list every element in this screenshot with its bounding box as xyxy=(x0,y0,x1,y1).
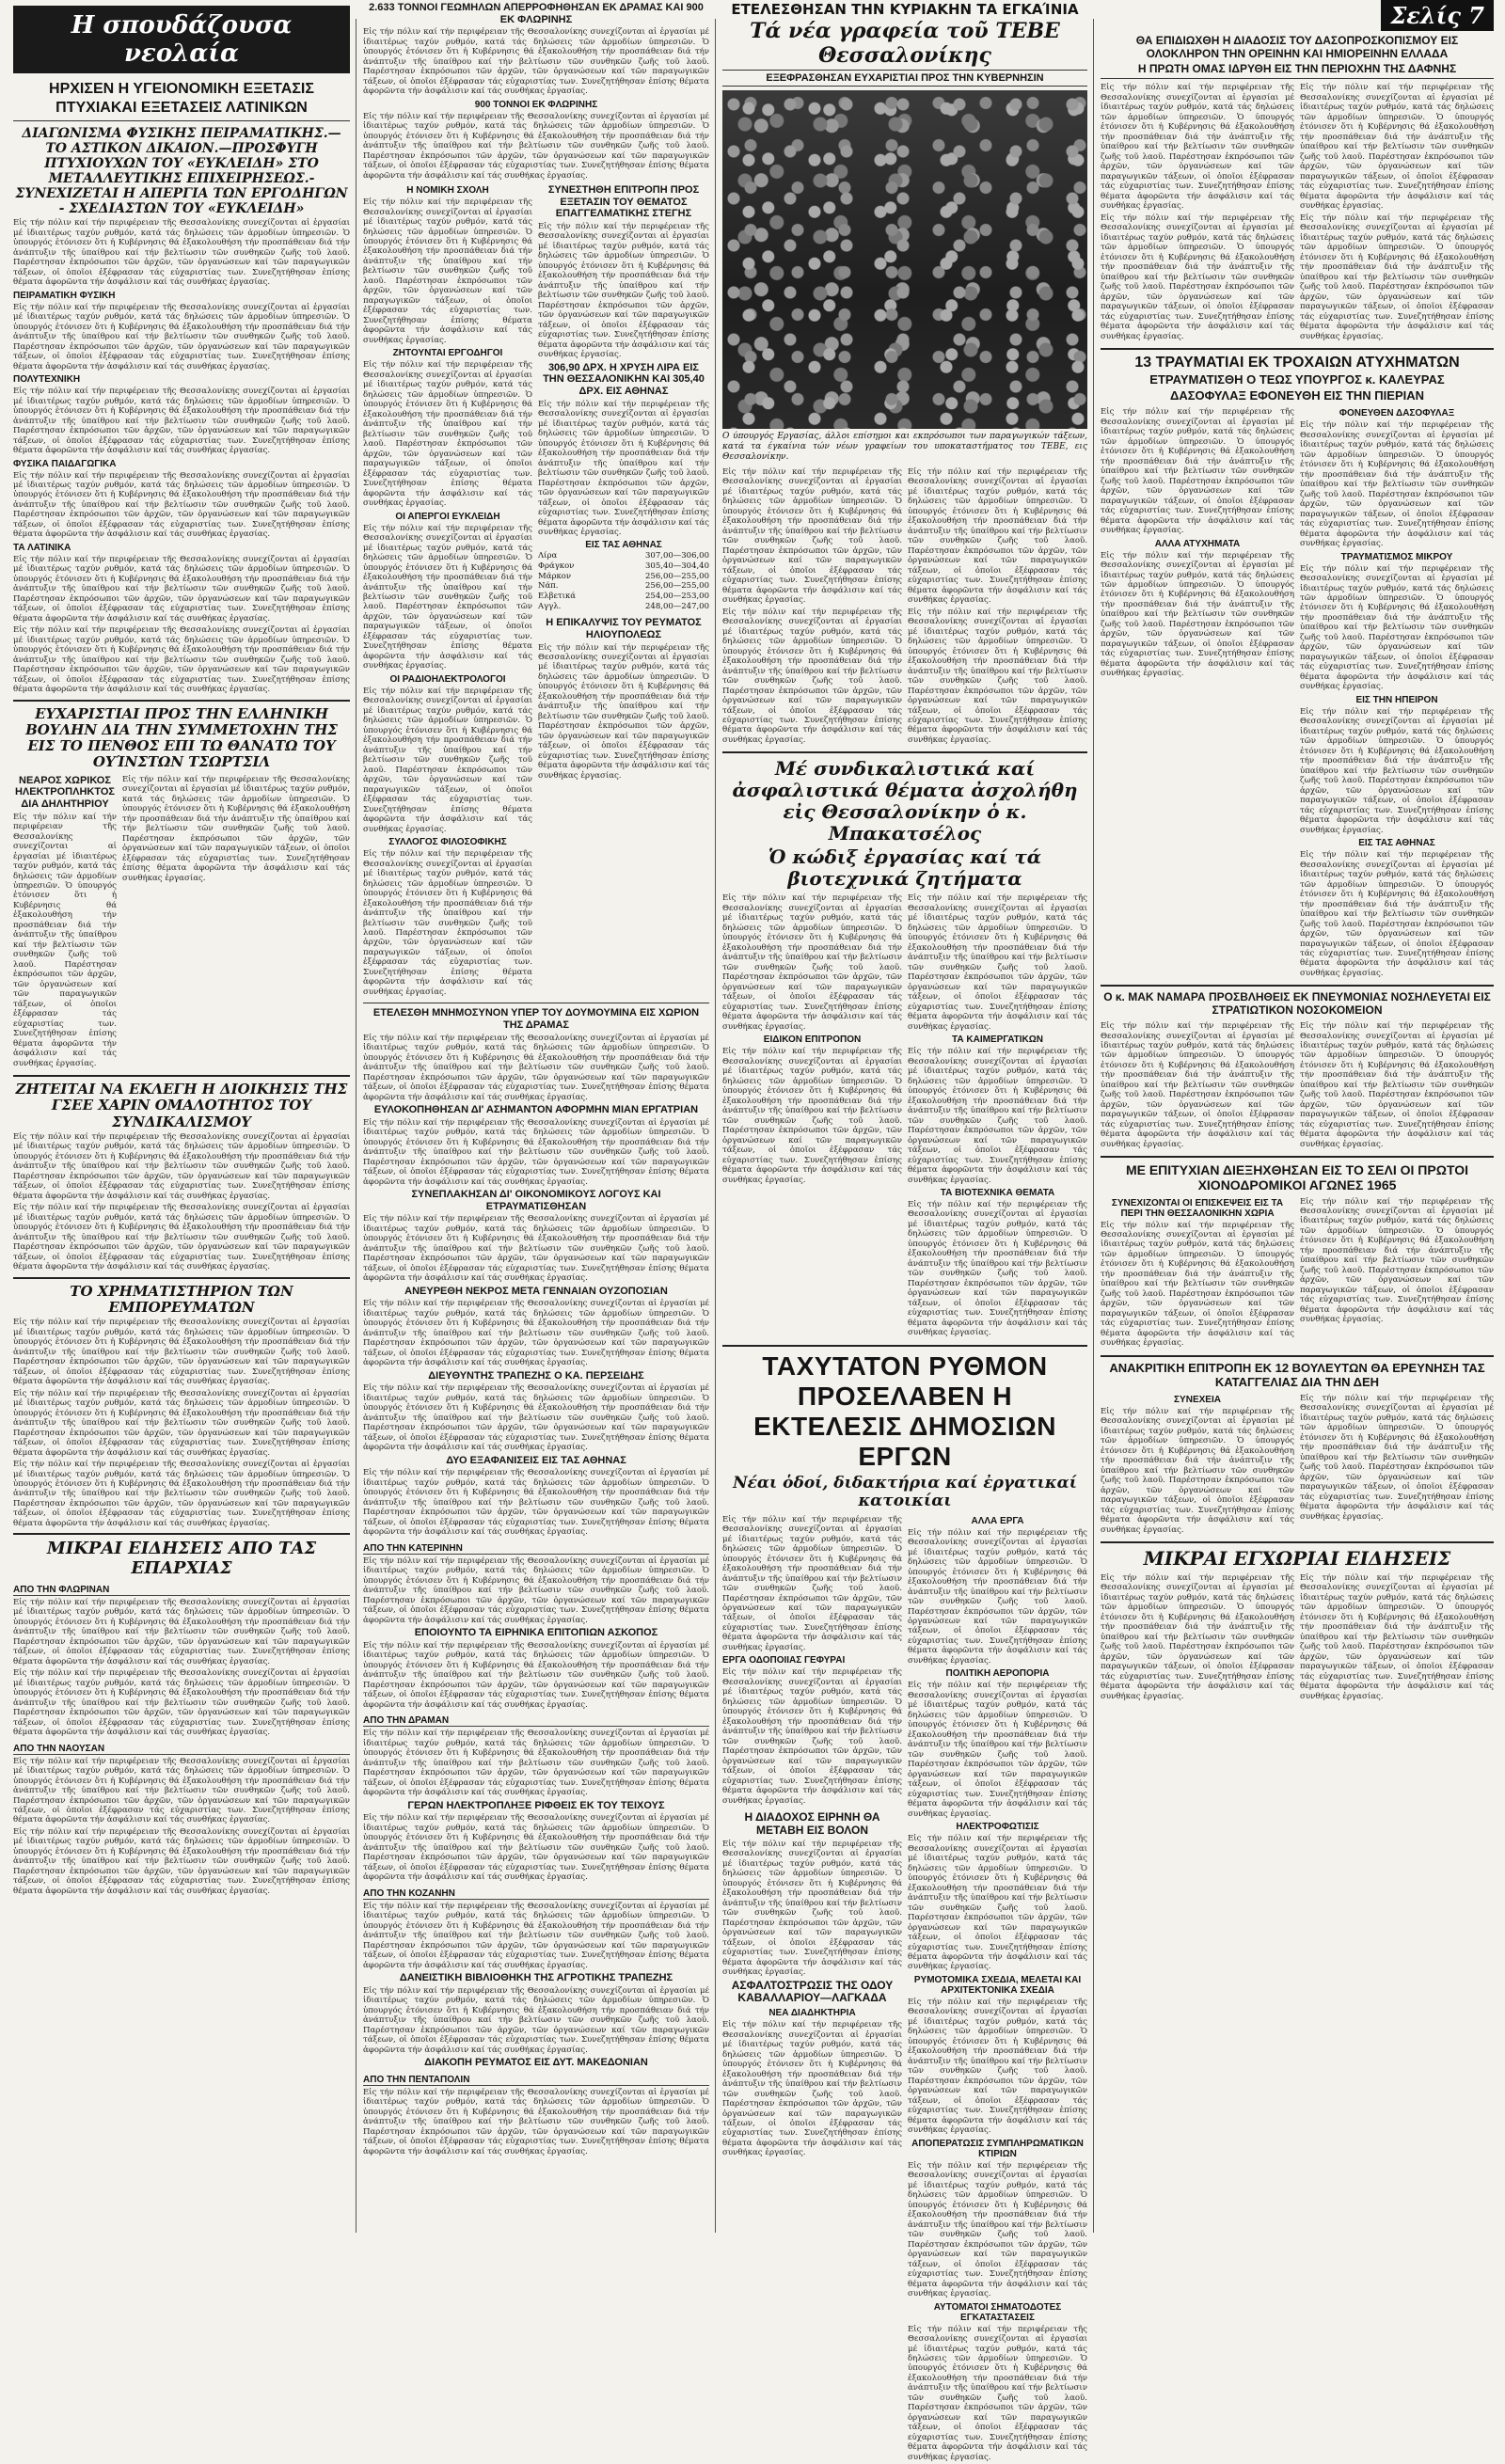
kicker: ΑΛΛΑ ΑΤΥΧΗΜΑΤΑ xyxy=(1154,538,1241,549)
article-text: Εἰς τήν πόλιν καί τήν περιφέρειαν τῆς Θεσσαλονίκης συνεχίζονται αἱ ἐργασίαι μέ ἰδιαιτέρως ταχύν ρυθμόν, κατά τάς δηλώσεις τῶν ἁρμοδίων ὑπηρεσιῶν. Ὁ ὑπουργός ἐτόνισεν ὅτι ἡ Κυβέρνησις θά ἐξακολουθήση τήν προσπάθειαν διά τήν ἀνάπτυξιν τῆς ὑπαίθρου καί τήν βελτίωσιν τῶν συνθηκῶν ζωῆς τοῦ λαοῦ. Παρέστησαν ἐκπρόσωποι τῶν ἀρχῶν, τῶν ὀργανώσεων καί τῶν παραγωγικῶν τάξεων, οἱ ὁποῖοι ἐξέφρασαν τάς εὐχαριστίας των. Συνεζητήθησαν ἐπίσης θέματα ἀφορῶντα τήν ἀσφάλισιν καί τάς συνθήκας ἐργασίας. xyxy=(908,1834,1087,1972)
article-text: Εἰς τήν πόλιν καί τήν περιφέρειαν τῆς Θεσσαλονίκης συνεχίζονται αἱ ἐργασίαι μέ ἰδιαιτέρως ταχύν ρυθμόν, κατά τάς δηλώσεις τῶν ἁρμοδίων ὑπηρεσιῶν. Ὁ ὑπουργός ἐτόνισεν ὅτι ἡ Κυβέρνησις θά ἐξακολουθήση τήν προσπάθειαν διά τήν ἀνάπτυξιν τῆς ὑπαίθρου καί τήν βελτίωσιν τῶν συνθηκῶν ζωῆς τοῦ λαοῦ. Παρέστησαν ἐκπρόσωποι τῶν ἀρχῶν, τῶν ὀργανώσεων καί τῶν παραγωγικῶν τάξεων, οἱ ὁποῖοι ἐξέφρασαν τάς εὐχαριστίας των. Συνεζητήθησαν ἐπίσης θέματα ἀφορῶντα τήν ἀσφάλισιν καί τάς συνθήκας ἐργασίας. xyxy=(363,1117,709,1187)
article-text: Εἰς τήν πόλιν καί τήν περιφέρειαν τῆς Θεσσαλονίκης συνεχίζονται αἱ ἐργασίαι μέ ἰδιαιτέρως ταχύν ρυθμόν, κατά τάς δηλώσεις τῶν ἁρμοδίων ὑπηρεσιῶν. Ὁ ὑπουργός ἐτόνισεν ὅτι ἡ Κυβέρνησις θά ἐξακολουθήση τήν προσπάθειαν διά τήν ἀνάπτυξιν τῆς ὑπαίθρου καί τήν βελτίωσιν τῶν συνθηκῶν ζωῆς τοῦ λαοῦ. Παρέστησαν ἐκπρόσωποι τῶν ἀρχῶν, τῶν ὀργανώσεων καί τῶν παραγωγικῶν τάξεων, οἱ ὁποῖοι ἐξέφρασαν τάς εὐχαριστίας των. Συνεζητήθησαν ἐπίσης θέματα ἀφορῶντα τήν ἀσφάλισιν καί τάς συνθήκας ἐργασίας. xyxy=(1101,213,1294,341)
headline: ΕΤΡΑΥΜΑΤΙΣΘΗ Ο ΤΕΩΣ ΥΠΟΥΡΓΟΣ κ. ΚΑΛΕΥΡΑΣ xyxy=(1149,372,1445,387)
headline: ΔΙΑΚΟΠΗ ΡΕΥΜΑΤΟΣ ΕΙΣ ΔΥΤ. ΜΑΚΕΔΟΝΙΑΝ xyxy=(424,2057,648,2069)
headline: ΘΑ ΕΠΙΔΙΩΧΘΗ Η ΔΙΑΔΟΣΙΣ ΤΟΥ ΔΑΣΟΠΡΟΣΚΟΠΙΣΜΟΥ ΕΙΣ ΟΛΟΚΛΗΡΟΝ ΤΗΝ ΟΡΕΙΝΗΝ ΚΑΙ ΗΜΙΟΡΕΙΝΗΝ ΕΛΛΑΔΑ xyxy=(1135,34,1459,60)
article-text: Εἰς τήν πόλιν καί τήν περιφέρειαν τῆς Θεσσαλονίκης συνεχίζονται αἱ ἐργασίαι μέ ἰδιαιτέρως ταχύν ρυθμόν, κατά τάς δηλώσεις τῶν ἁρμοδίων ὑπηρεσιῶν. Ὁ ὑπουργός ἐτόνισεν ὅτι ἡ Κυβέρνησις θά ἐξακολουθήση τήν προσπάθειαν διά τήν ἀνάπτυξιν τῆς ὑπαίθρου καί τήν βελτίωσιν τῶν συνθηκῶν ζωῆς τοῦ λαοῦ. Παρέστησαν ἐκπρόσωποι τῶν ἀρχῶν, τῶν ὀργανώσεων καί τῶν παραγωγικῶν τάξεων, οἱ ὁποῖοι ἐξέφρασαν τάς εὐχαριστίας των. Συνεζητήθησαν ἐπίσης θέματα ἀφορῶντα τήν ἀσφάλισιν καί τάς συνθήκας ἐργασίας. xyxy=(13,218,350,288)
kicker: ΡΥΜΟΤΟΜΙΚΑ ΣΧΕΔΙΑ, ΜΕΛΕΤΑΙ ΚΑΙ ΑΡΧΙΤΕΚΤΟΝΙΚΑ ΣΧΕΔΙΑ xyxy=(913,1974,1082,1996)
headline: ΓΕΡΩΝ ΗΛΕΚΤΡΟΠΛΗΞΕ ΡΙΦΘΕΙΣ ΕΚ ΤΟΥ ΤΕΙΧΟΥΣ xyxy=(407,1799,665,1811)
article-text: Εἰς τήν πόλιν καί τήν περιφέρειαν τῆς Θεσσαλονίκης συνεχίζονται αἱ ἐργασίαι μέ ἰδιαιτέρως ταχύν ρυθμόν, κατά τάς δηλώσεις τῶν ἁρμοδίων ὑπηρεσιῶν. Ὁ ὑπουργός ἐτόνισεν ὅτι ἡ Κυβέρνησις θά ἐξακολουθήση τήν προσπάθειαν διά τήν ἀνάπτυξιν τῆς ὑπαίθρου καί τήν βελτίωσιν τῶν συνθηκῶν ζωῆς τοῦ λαοῦ. Παρέστησαν ἐκπρόσωποι τῶν ἀρχῶν, τῶν ὀργανώσεων καί τῶν παραγωγικῶν τάξεων, οἱ ὁποῖοι ἐξέφρασαν τάς εὐχαριστίας των. Συνεζητήθησαν ἐπίσης θέματα ἀφορῶντα τήν ἀσφάλισιν καί τάς συνθήκας ἐργασίας. xyxy=(363,1299,709,1368)
headline: 2.633 ΤΟΝΝΟΙ ΓΕΩΜΗΛΩΝ ΑΠΕΡΡΟΦΗΘΗΣΑΝ ΕΚ ΔΡΑΜΑΣ ΚΑΙ 900 ΕΚ ΦΛΩΡΙΝΗΣ xyxy=(369,2,704,25)
exchange-rates-table xyxy=(538,551,709,611)
article-text: Εἰς τήν πόλιν καί τήν περιφέρειαν τῆς Θεσσαλονίκης συνεχίζονται αἱ ἐργασίαι μέ ἰδιαιτέρως ταχύν ρυθμόν, κατά τάς δηλώσεις τῶν ἁρμοδίων ὑπηρεσιῶν. Ὁ ὑπουργός ἐτόνισεν ὅτι ἡ Κυβέρνησις θά ἐξακολουθήση τήν προσπάθειαν διά τήν ἀνάπτυξιν τῆς ὑπαίθρου καί τήν βελτίωσιν τῶν συνθηκῶν ζωῆς τοῦ λαοῦ. Παρέστησαν ἐκπρόσωποι τῶν ἀρχῶν, τῶν ὀργανώσεων καί τῶν παραγωγικῶν τάξεων, οἱ ὁποῖοι ἐξέφρασαν τάς εὐχαριστίας των. Συνεζητήθησαν ἐπίσης θέματα ἀφορῶντα τήν ἀσφάλισιν καί τάς συνθήκας ἐργασίας. xyxy=(1101,1572,1294,1701)
kicker: ΟΙ ΡΑΔΙΟΗΛΕΚΤΡΟΛΟΓΟΙ xyxy=(389,673,506,685)
article-text: Εἰς τήν πόλιν καί τήν περιφέρειαν τῆς Θεσσαλονίκης συνεχίζονται αἱ ἐργασίαι μέ ἰδιαιτέρως ταχύν ρυθμόν, κατά τάς δηλώσεις τῶν ἁρμοδίων ὑπηρεσιῶν. Ὁ ὑπουργός ἐτόνισεν ὅτι ἡ Κυβέρνησις θά ἐξακολουθήση τήν προσπάθειαν διά τήν ἀνάπτυξιν τῆς ὑπαίθρου καί τήν βελτίωσιν τῶν συνθηκῶν ζωῆς τοῦ λαοῦ. Παρέστησαν ἐκπρόσωποι τῶν ἀρχῶν, τῶν ὀργανώσεων καί τῶν παραγωγικῶν τάξεων, οἱ ὁποῖοι ἐξέφρασαν τάς εὐχαριστίας των. Συνεζητήθησαν ἐπίσης θέματα ἀφορῶντα τήν ἀσφάλισιν καί τάς συνθήκας ἐργασίας. xyxy=(908,1200,1087,1338)
article-text: Εἰς τήν πόλιν καί τήν περιφέρειαν τῆς Θεσσαλονίκης συνεχίζονται αἱ ἐργασίαι μέ ἰδιαιτέρως ταχύν ρυθμόν, κατά τάς δηλώσεις τῶν ἁρμοδίων ὑπηρεσιῶν. Ὁ ὑπουργός ἐτόνισεν ὅτι ἡ Κυβέρνησις θά ἐξακολουθήση τήν προσπάθειαν διά τήν ἀνάπτυξιν τῆς ὑπαίθρου καί τήν βελτίωσιν τῶν συνθηκῶν ζωῆς τοῦ λαοῦ. Παρέστησαν ἐκπρόσωποι τῶν ἀρχῶν, τῶν ὀργανώσεων καί τῶν παραγωγικῶν τάξεων, οἱ ὁποῖοι ἐξέφρασαν τάς εὐχαριστίας των. Συνεζητήθησαν ἐπίσης θέματα ἀφορῶντα τήν ἀσφάλισιν καί τάς συνθήκας ἐργασίας. xyxy=(13,812,117,1068)
kicker: ΗΛΕΚΤΡΟΦΩΤΙΣΙΣ xyxy=(956,1822,1039,1833)
article-text: Εἰς τήν πόλιν καί τήν περιφέρειαν τῆς Θεσσαλονίκης συνεχίζονται αἱ ἐργασίαι μέ ἰδιαιτέρως ταχύν ρυθμόν, κατά τάς δηλώσεις τῶν ἁρμοδίων ὑπηρεσιῶν. Ὁ ὑπουργός ἐτόνισεν ὅτι ἡ Κυβέρνησις θά ἐξακολουθήση τήν προσπάθειαν διά τήν ἀνάπτυξιν τῆς ὑπαίθρου καί τήν βελτίωσιν τῶν συνθηκῶν ζωῆς τοῦ λαοῦ. Παρέστησαν ἐκπρόσωποι τῶν ἀρχῶν, τῶν ὀργανώσεων καί τῶν παραγωγικῶν τάξεων, οἱ ὁποῖοι ἐξέφρασαν τάς εὐχαριστίας των. Συνεζητήθησαν ἐπίσης θέματα ἀφορῶντα τήν ἀσφάλισιν καί τάς συνθήκας ἐργασίας. xyxy=(363,686,532,834)
headline: ΕΥΛΟΚΟΠΗΘΗΣΑΝ ΔΙ' ΑΣΗΜΑΝΤΟΝ ΑΦΟΡΜΗΝ ΜΙΑΝ ΕΡΓΑΤΡΙΑΝ xyxy=(373,1104,699,1116)
kicker: ΑΥΤΟΜΑΤΟΙ ΣΗΜΑΤΟΔΟΤΕΣ ΕΓΚΑΤΑΣΤΑΣΕΙΣ xyxy=(933,2301,1062,2323)
article-text: Εἰς τήν πόλιν καί τήν περιφέρειαν τῆς Θεσσαλονίκης συνεχίζονται αἱ ἐργασίαι μέ ἰδιαιτέρως ταχύν ρυθμόν, κατά τάς δηλώσεις τῶν ἁρμοδίων ὑπηρεσιῶν. Ὁ ὑπουργός ἐτόνισεν ὅτι ἡ Κυβέρνησις θά ἐξακολουθήση τήν προσπάθειαν διά τήν ἀνάπτυξιν τῆς ὑπαίθρου καί τήν βελτίωσιν τῶν συνθηκῶν ζωῆς τοῦ λαοῦ. Παρέστησαν ἐκπρόσωποι τῶν ἀρχῶν, τῶν ὀργανώσεων καί τῶν παραγωγικῶν τάξεων, οἱ ὁποῖοι ἐξέφρασαν τάς εὐχαριστίας των. Συνεζητήθησαν ἐπίσης θέματα ἀφορῶντα τήν ἀσφάλισιν καί τάς συνθήκας ἐργασίας. xyxy=(363,1813,709,1883)
article-text: Εἰς τήν πόλιν καί τήν περιφέρειαν τῆς Θεσσαλονίκης συνεχίζονται αἱ ἐργασίαι μέ ἰδιαιτέρως ταχύν ρυθμόν, κατά τάς δηλώσεις τῶν ἁρμοδίων ὑπηρεσιῶν. Ὁ ὑπουργός ἐτόνισεν ὅτι ἡ Κυβέρνησις θά ἐξακολουθήση τήν προσπάθειαν διά τήν ἀνάπτυξιν τῆς ὑπαίθρου καί τήν βελτίωσιν τῶν συνθηκῶν ζωῆς τοῦ λαοῦ. Παρέστησαν ἐκπρόσωποι τῶν ἀρχῶν, τῶν ὀργανώσεων καί τῶν παραγωγικῶν τάξεων, οἱ ὁποῖοι ἐξέφρασαν τάς εὐχαριστίας των. Συνεζητήθησαν ἐπίσης θέματα ἀφορῶντα τήν ἀσφάλισιν καί τάς συνθήκας ἐργασίας. xyxy=(1101,1021,1294,1149)
headline: ΕΥΧΑΡΙΣΤΙΑΙ ΠΡΟΣ ΤΗΝ ΕΛΛΗΝΙΚΗ ΒΟΥΛΗΝ ΔΙΑ ΤΗΝ ΣΥΜΜΕΤΟΧΗΝ ΤΗΣ ΕΙΣ ΤΟ ΠΕΝΘΟΣ ΕΠΙ ΤΩ ΘΑΝΑΤΩ ΤΟΥ ΟΥΊΝΣΤΩΝ ΤΣΩΡΤΣΙΛ xyxy=(25,704,338,771)
photo-caption: Ο ύπουργός Εργασίας, άλλοι επίσημοι και εκπρόσωποι των παραγωγικών τάξεων, κατά τα έγκαίνια τών νέων γραφείων του υποκαταστήματος του ΤΕΒΕ, εις Θεσσαλονίκην. xyxy=(722,432,1087,463)
rate-value: 256,00—255,00 xyxy=(645,571,709,581)
headline: Μέ συνδικαλιστικά καί ἀσφαλιστικά θέματα ἀσχολήθη εἰς Θεσσαλονίκην ὁ κ. Μπακατσέλος xyxy=(732,757,1078,845)
article-text: Εἰς τήν πόλιν καί τήν περιφέρειαν τῆς Θεσσαλονίκης συνεχίζονται αἱ ἐργασίαι μέ ἰδιαιτέρως ταχύν ρυθμόν, κατά τάς δηλώσεις τῶν ἁρμοδίων ὑπηρεσιῶν. Ὁ ὑπουργός ἐτόνισεν ὅτι ἡ Κυβέρνησις θά ἐξακολουθήση τήν προσπάθειαν διά τήν ἀνάπτυξιν τῆς ὑπαίθρου καί τήν βελτίωσιν τῶν συνθηκῶν ζωῆς τοῦ λαοῦ. Παρέστησαν ἐκπρόσωποι τῶν ἀρχῶν, τῶν ὀργανώσεων καί τῶν παραγωγικῶν τάξεων, οἱ ὁποῖοι ἐξέφρασαν τάς εὐχαριστίας των. Συνεζητήθησαν ἐπίσης θέματα ἀφορῶντα τήν ἀσφάλισιν καί τάς συνθήκας ἐργασίας. xyxy=(908,1997,1087,2136)
article-text: Εἰς τήν πόλιν καί τήν περιφέρειαν τῆς Θεσσαλονίκης συνεχίζονται αἱ ἐργασίαι μέ ἰδιαιτέρως ταχύν ρυθμόν, κατά τάς δηλώσεις τῶν ἁρμοδίων ὑπηρεσιῶν. Ὁ ὑπουργός ἐτόνισεν ὅτι ἡ Κυβέρνησις θά ἐξακολουθήση τήν προσπάθειαν διά τήν ἀνάπτυξιν τῆς ὑπαίθρου καί τήν βελτίωσιν τῶν συνθηκῶν ζωῆς τοῦ λαοῦ. Παρέστησαν ἐκπρόσωποι τῶν ἀρχῶν, τῶν ὀργανώσεων καί τῶν παραγωγικῶν τάξεων, οἱ ὁποῖοι ἐξέφρασαν τάς εὐχαριστίας των. Συνεζητήθησαν ἐπίσης θέματα ἀφορῶντα τήν ἀσφάλισιν καί τάς συνθήκας ἐργασίας. xyxy=(722,1667,902,1806)
article-text: Εἰς τήν πόλιν καί τήν περιφέρειαν τῆς Θεσσαλονίκης συνεχίζονται αἱ ἐργασίαι μέ ἰδιαιτέρως ταχύν ρυθμόν, κατά τάς δηλώσεις τῶν ἁρμοδίων ὑπηρεσιῶν. Ὁ ὑπουργός ἐτόνισεν ὅτι ἡ Κυβέρνησις θά ἐξακολουθήση τήν προσπάθειαν διά τήν ἀνάπτυξιν τῆς ὑπαίθρου καί τήν βελτίωσιν τῶν συνθηκῶν ζωῆς τοῦ λαοῦ. Παρέστησαν ἐκπρόσωποι τῶν ἀρχῶν, τῶν ὀργανώσεων καί τῶν παραγωγικῶν τάξεων, οἱ ὁποῖοι ἐξέφρασαν τάς εὐχαριστίας των. Συνεζητήθησαν ἐπίσης θέματα ἀφορῶντα τήν ἀσφάλισιν καί τάς συνθήκας ἐργασίας. xyxy=(722,607,902,745)
article-text: Εἰς τήν πόλιν καί τήν περιφέρειαν τῆς Θεσσαλονίκης συνεχίζονται αἱ ἐργασίαι μέ ἰδιαιτέρως ταχύν ρυθμόν, κατά τάς δηλώσεις τῶν ἁρμοδίων ὑπηρεσιῶν. Ὁ ὑπουργός ἐτόνισεν ὅτι ἡ Κυβέρνησις θά ἐξακολουθήση τήν προσπάθειαν διά τήν ἀνάπτυξιν τῆς ὑπαίθρου καί τήν βελτίωσιν τῶν συνθηκῶν ζωῆς τοῦ λαοῦ. Παρέστησαν ἐκπρόσωποι τῶν ἀρχῶν, τῶν ὀργανώσεων καί τῶν παραγωγικῶν τάξεων, οἱ ὁποῖοι ἐξέφρασαν τάς εὐχαριστίας των. Συνεζητήθησαν ἐπίσης θέματα ἀφορῶντα τήν ἀσφάλισιν καί τάς συνθήκας ἐργασίας. xyxy=(363,1468,709,1538)
article-text: Εἰς τήν πόλιν καί τήν περιφέρειαν τῆς Θεσσαλονίκης συνεχίζονται αἱ ἐργασίαι μέ ἰδιαιτέρως ταχύν ρυθμόν, κατά τάς δηλώσεις τῶν ἁρμοδίων ὑπηρεσιῶν. Ὁ ὑπουργός ἐτόνισεν ὅτι ἡ Κυβέρνησις θά ἐξακολουθήση τήν προσπάθειαν διά τήν ἀνάπτυξιν τῆς ὑπαίθρου καί τήν βελτίωσιν τῶν συνθηκῶν ζωῆς τοῦ λαοῦ. Παρέστησαν ἐκπρόσωποι τῶν ἀρχῶν, τῶν ὀργανώσεων καί τῶν παραγωγικῶν τάξεων, οἱ ὁποῖοι ἐξέφρασαν τάς εὐχαριστίας των. Συνεζητήθησαν ἐπίσης θέματα ἀφορῶντα τήν ἀσφάλισιν καί τάς συνθήκας ἐργασίας. xyxy=(1101,83,1294,212)
kicker: ΟΙ ΑΠΕΡΓΟΙ ΕΥΚΛΕΙΔΗ xyxy=(395,511,500,522)
subheadline: Νέαι ὁδοί, διδακτήρια καί ἐργατικαί κατοικίαι xyxy=(733,1473,1077,1511)
headline: ΣΥΝΕΣΤΗΘΗ ΕΠΙΤΡΟΠΗ ΠΡΟΣ ΕΞΕΤΑΣΙΝ ΤΟΥ ΘΕΜΑΤΟΣ ΕΠΑΓΓΕΛΜΑΤΙΚΗΣ ΣΤΕΓΗΣ xyxy=(547,184,700,220)
article-text: Εἰς τήν πόλιν καί τήν περιφέρειαν τῆς Θεσσαλονίκης συνεχίζονται αἱ ἐργασίαι μέ ἰδιαιτέρως ταχύν ρυθμόν, κατά τάς δηλώσεις τῶν ἁρμοδίων ὑπηρεσιῶν. Ὁ ὑπουργός ἐτόνισεν ὅτι ἡ Κυβέρνησις θά ἐξακολουθήση τήν προσπάθειαν διά τήν ἀνάπτυξιν τῆς ὑπαίθρου καί τήν βελτίωσιν τῶν συνθηκῶν ζωῆς τοῦ λαοῦ. Παρέστησαν ἐκπρόσωποι τῶν ἀρχῶν, τῶν ὀργανώσεων καί τῶν παραγωγικῶν τάξεων, οἱ ὁποῖοι ἐξέφρασαν τάς εὐχαριστίας των. Συνεζητήθησαν ἐπίσης θέματα ἀφορῶντα τήν ἀσφάλισιν καί τάς συνθήκας ἐργασίας. xyxy=(13,1388,350,1458)
article-text: Εἰς τήν πόλιν καί τήν περιφέρειαν τῆς Θεσσαλονίκης συνεχίζονται αἱ ἐργασίαι μέ ἰδιαιτέρως ταχύν ρυθμόν, κατά τάς δηλώσεις τῶν ἁρμοδίων ὑπηρεσιῶν. Ὁ ὑπουργός ἐτόνισεν ὅτι ἡ Κυβέρνησις θά ἐξακολουθήση τήν προσπάθειαν διά τήν ἀνάπτυξιν τῆς ὑπαίθρου καί τήν βελτίωσιν τῶν συνθηκῶν ζωῆς τοῦ λαοῦ. Παρέστησαν ἐκπρόσωποι τῶν ἀρχῶν, τῶν ὀργανώσεων καί τῶν παραγωγικῶν τάξεων, οἱ ὁποῖοι ἐξέφρασαν τάς εὐχαριστίας των. Συνεζητήθησαν ἐπίσης θέματα ἀφορῶντα τήν ἀσφάλισιν καί τάς συνθήκας ἐργασίας. xyxy=(1300,213,1494,341)
kicker: Η ΝΟΜΙΚΗ ΣΧΟΛΗ xyxy=(406,185,489,197)
headline: ΤΟ ΧΡΗΜΑΤΙΣΤΗΡΙΟΝ ΤΩΝ ΕΜΠΟΡΕΥΜΑΤΩΝ xyxy=(70,1282,293,1316)
article-text: Εἰς τήν πόλιν καί τήν περιφέρειαν τῆς Θεσσαλονίκης συνεχίζονται αἱ ἐργασίαι μέ ἰδιαιτέρως ταχύν ρυθμόν, κατά τάς δηλώσεις τῶν ἁρμοδίων ὑπηρεσιῶν. Ὁ ὑπουργός ἐτόνισεν ὅτι ἡ Κυβέρνησις θά ἐξακολουθήση τήν προσπάθειαν διά τήν ἀνάπτυξιν τῆς ὑπαίθρου καί τήν βελτίωσιν τῶν συνθηκῶν ζωῆς τοῦ λαοῦ. Παρέστησαν ἐκπρόσωποι τῶν ἀρχῶν, τῶν ὀργανώσεων καί τῶν παραγωγικῶν τάξεων, οἱ ὁποῖοι ἐξέφρασαν τάς εὐχαριστίας των. Συνεζητήθησαν ἐπίσης θέματα ἀφορῶντα τήν ἀσφάλισιν καί τάς συνθήκας ἐργασίας. xyxy=(363,111,709,181)
article-text: Εἰς τήν πόλιν καί τήν περιφέρειαν τῆς Θεσσαλονίκης συνεχίζονται αἱ ἐργασίαι μέ ἰδιαιτέρως ταχύν ρυθμόν, κατά τάς δηλώσεις τῶν ἁρμοδίων ὑπηρεσιῶν. Ὁ ὑπουργός ἐτόνισεν ὅτι ἡ Κυβέρνησις θά ἐξακολουθήση τήν προσπάθειαν διά τήν ἀνάπτυξιν τῆς ὑπαίθρου καί τήν βελτίωσιν τῶν συνθηκῶν ζωῆς τοῦ λαοῦ. Παρέστησαν ἐκπρόσωποι τῶν ἀρχῶν, τῶν ὀργανώσεων καί τῶν παραγωγικῶν τάξεων, οἱ ὁποῖοι ἐξέφρασαν τάς εὐχαριστίας των. Συνεζητήθησαν ἐπίσης θέματα ἀφορῶντα τήν ἀσφάλισιν καί τάς συνθήκας ἐργασίας. xyxy=(722,893,902,1032)
section-subhead: ΑΠΟ ΤΗΝ ΝΑΟΥΣΑΝ xyxy=(13,1744,350,1755)
rate-row xyxy=(538,561,709,572)
article-text: Εἰς τήν πόλιν καί τήν περιφέρειαν τῆς Θεσσαλονίκης συνεχίζονται αἱ ἐργασίαι μέ ἰδιαιτέρως ταχύν ρυθμόν, κατά τάς δηλώσεις τῶν ἁρμοδίων ὑπηρεσιῶν. Ὁ ὑπουργός ἐτόνισεν ὅτι ἡ Κυβέρνησις θά ἐξακολουθήση τήν προσπάθειαν διά τήν ἀνάπτυξιν τῆς ὑπαίθρου καί τήν βελτίωσιν τῶν συνθηκῶν ζωῆς τοῦ λαοῦ. Παρέστησαν ἐκπρόσωποι τῶν ἀρχῶν, τῶν ὀργανώσεων καί τῶν παραγωγικῶν τάξεων, οἱ ὁποῖοι ἐξέφρασαν τάς εὐχαριστίας των. Συνεζητήθησαν ἐπίσης θέματα ἀφορῶντα τήν ἀσφάλισιν καί τάς συνθήκας ἐργασίας. xyxy=(1300,706,1494,835)
subheadline: ΕΞΕΦΡΑΣΘΗΣΑΝ ΕΥΧΑΡΙΣΤΙΑΙ ΠΡΟΣ ΤΗΝ ΚΥΒΕΡΝΗΣΙΝ xyxy=(722,70,1087,87)
article-text: Εἰς τήν πόλιν καί τήν περιφέρειαν τῆς Θεσσαλονίκης συνεχίζονται αἱ ἐργασίαι μέ ἰδιαιτέρως ταχύν ρυθμόν, κατά τάς δηλώσεις τῶν ἁρμοδίων ὑπηρεσιῶν. Ὁ ὑπουργός ἐτόνισεν ὅτι ἡ Κυβέρνησις θά ἐξακολουθήση τήν προσπάθειαν διά τήν ἀνάπτυξιν τῆς ὑπαίθρου καί τήν βελτίωσιν τῶν συνθηκῶν ζωῆς τοῦ λαοῦ. Παρέστησαν ἐκπρόσωποι τῶν ἀρχῶν, τῶν ὀργανώσεων καί τῶν παραγωγικῶν τάξεων, οἱ ὁποῖοι ἐξέφρασαν τάς εὐχαριστίας των. Συνεζητήθησαν ἐπίσης θέματα ἀφορῶντα τήν ἀσφάλισιν καί τάς συνθήκας ἐργασίας. xyxy=(363,1556,709,1625)
article-text: Εἰς τήν πόλιν καί τήν περιφέρειαν τῆς Θεσσαλονίκης συνεχίζονται αἱ ἐργασίαι μέ ἰδιαιτέρως ταχύν ρυθμόν, κατά τάς δηλώσεις τῶν ἁρμοδίων ὑπηρεσιῶν. Ὁ ὑπουργός ἐτόνισεν ὅτι ἡ Κυβέρνησις θά ἐξακολουθήση τήν προσπάθειαν διά τήν ἀνάπτυξιν τῆς ὑπαίθρου καί τήν βελτίωσιν τῶν συνθηκῶν ζωῆς τοῦ λαοῦ. Παρέστησαν ἐκπρόσωποι τῶν ἀρχῶν, τῶν ὀργανώσεων καί τῶν παραγωγικῶν τάξεων, οἱ ὁποῖοι ἐξέφρασαν τάς εὐχαριστίας των. Συνεζητήθησαν ἐπίσης θέματα ἀφορῶντα τήν ἀσφάλισιν καί τάς συνθήκας ἐργασίας. xyxy=(1101,1406,1294,1535)
headline: 13 ΤΡΑΥΜΑΤΙΑΙ ΕΚ ΤΡΟΧΑΙΩΝ ΑΤΥΧΗΜΑΤΩΝ xyxy=(1134,354,1460,371)
headline: ΔΥΟ ΕΞΑΦΑΝΙΣΕΙΣ ΕΙΣ ΤΑΣ ΑΘΗΝΑΣ xyxy=(446,1454,626,1466)
column-2 xyxy=(363,0,709,2238)
article-text: Εἰς τήν πόλιν καί τήν περιφέρειαν τῆς Θεσσαλονίκης συνεχίζονται αἱ ἐργασίαι μέ ἰδιαιτέρως ταχύν ρυθμόν, κατά τάς δηλώσεις τῶν ἁρμοδίων ὑπηρεσιῶν. Ὁ ὑπουργός ἐτόνισεν ὅτι ἡ Κυβέρνησις θά ἐξακολουθήση τήν προσπάθειαν διά τήν ἀνάπτυξιν τῆς ὑπαίθρου καί τήν βελτίωσιν τῶν συνθηκῶν ζωῆς τοῦ λαοῦ. Παρέστησαν ἐκπρόσωποι τῶν ἀρχῶν, τῶν ὀργανώσεων καί τῶν παραγωγικῶν τάξεων, οἱ ὁποῖοι ἐξέφρασαν τάς εὐχαριστίας των. Συνεζητήθησαν ἐπίσης θέματα ἀφορῶντα τήν ἀσφάλισιν καί τάς συνθήκας ἐργασίας. xyxy=(538,642,709,781)
headline: 306,90 ΔΡΧ. Η ΧΡΥΣΗ ΛΙΡΑ ΕΙΣ ΤΗΝ ΘΕΣΣΑΛΟΝΙΚΗΝ ΚΑΙ 305,40 ΔΡΧ. ΕΙΣ ΑΘΗΝΑΣ xyxy=(543,361,705,398)
article-text: Εἰς τήν πόλιν καί τήν περιφέρειαν τῆς Θεσσαλονίκης συνεχίζονται αἱ ἐργασίαι μέ ἰδιαιτέρως ταχύν ρυθμόν, κατά τάς δηλώσεις τῶν ἁρμοδίων ὑπηρεσιῶν. Ὁ ὑπουργός ἐτόνισεν ὅτι ἡ Κυβέρνησις θά ἐξακολουθήση τήν προσπάθειαν διά τήν ἀνάπτυξιν τῆς ὑπαίθρου καί τήν βελτίωσιν τῶν συνθηκῶν ζωῆς τοῦ λαοῦ. Παρέστησαν ἐκπρόσωποι τῶν ἀρχῶν, τῶν ὀργανώσεων καί τῶν παραγωγικῶν τάξεων, οἱ ὁποῖοι ἐξέφρασαν τάς εὐχαριστίας των. Συνεζητήθησαν ἐπίσης θέματα ἀφορῶντα τήν ἀσφάλισιν καί τάς συνθήκας ἐργασίας. xyxy=(363,849,532,997)
article-text: Εἰς τήν πόλιν καί τήν περιφέρειαν τῆς Θεσσαλονίκης συνεχίζονται αἱ ἐργασίαι μέ ἰδιαιτέρως ταχύν ρυθμόν, κατά τάς δηλώσεις τῶν ἁρμοδίων ὑπηρεσιῶν. Ὁ ὑπουργός ἐτόνισεν ὅτι ἡ Κυβέρνησις θά ἐξακολουθήση τήν προσπάθειαν διά τήν ἀνάπτυξιν τῆς ὑπαίθρου καί τήν βελτίωσιν τῶν συνθηκῶν ζωῆς τοῦ λαοῦ. Παρέστησαν ἐκπρόσωποι τῶν ἀρχῶν, τῶν ὀργανώσεων καί τῶν παραγωγικῶν τάξεων, οἱ ὁποῖοι ἐξέφρασαν τάς εὐχαριστίας των. Συνεζητήθησαν ἐπίσης θέματα ἀφορῶντα τήν ἀσφάλισιν καί τάς συνθήκας ἐργασίας. xyxy=(908,2160,1087,2299)
headline: ΔΑΝΕΙΣΤΙΚΗ ΒΙΒΛΙΟΘΗΚΗ ΤΗΣ ΑΓΡΟΤΙΚΗΣ ΤΡΑΠΕΖΗΣ xyxy=(399,1972,673,1984)
article-text: Εἰς τήν πόλιν καί τήν περιφέρειαν τῆς Θεσσαλονίκης συνεχίζονται αἱ ἐργασίαι μέ ἰδιαιτέρως ταχύν ρυθμόν, κατά τάς δηλώσεις τῶν ἁρμοδίων ὑπηρεσιῶν. Ὁ ὑπουργός ἐτόνισεν ὅτι ἡ Κυβέρνησις θά ἐξακολουθήση τήν προσπάθειαν διά τήν ἀνάπτυξιν τῆς ὑπαίθρου καί τήν βελτίωσιν τῶν συνθηκῶν ζωῆς τοῦ λαοῦ. Παρέστησαν ἐκπρόσωποι τῶν ἀρχῶν, τῶν ὀργανώσεων καί τῶν παραγωγικῶν τάξεων, οἱ ὁποῖοι ἐξέφρασαν τάς εὐχαριστίας των. Συνεζητήθησαν ἐπίσης θέματα ἀφορῶντα τήν ἀσφάλισιν καί τάς συνθήκας ἐργασίας. xyxy=(13,1460,350,1528)
article-text: Εἰς τήν πόλιν καί τήν περιφέρειαν τῆς Θεσσαλονίκης συνεχίζονται αἱ ἐργασίαι μέ ἰδιαιτέρως ταχύν ρυθμόν, κατά τάς δηλώσεις τῶν ἁρμοδίων ὑπηρεσιῶν. Ὁ ὑπουργός ἐτόνισεν ὅτι ἡ Κυβέρνησις θά ἐξακολουθήση τήν προσπάθειαν διά τήν ἀνάπτυξιν τῆς ὑπαίθρου καί τήν βελτίωσιν τῶν συνθηκῶν ζωῆς τοῦ λαοῦ. Παρέστησαν ἐκπρόσωποι τῶν ἀρχῶν, τῶν ὀργανώσεων καί τῶν παραγωγικῶν τάξεων, οἱ ὁποῖοι ἐξέφρασαν τάς εὐχαριστίας των. Συνεζητήθησαν ἐπίσης θέματα ἀφορῶντα τήν ἀσφάλισιν καί τάς συνθήκας ἐργασίας. xyxy=(1300,1393,1494,1522)
article-text: Εἰς τήν πόλιν καί τήν περιφέρειαν τῆς Θεσσαλονίκης συνεχίζονται αἱ ἐργασίαι μέ ἰδιαιτέρως ταχύν ρυθμόν, κατά τάς δηλώσεις τῶν ἁρμοδίων ὑπηρεσιῶν. Ὁ ὑπουργός ἐτόνισεν ὅτι ἡ Κυβέρνησις θά ἐξακολουθήση τήν προσπάθειαν διά τήν ἀνάπτυξιν τῆς ὑπαίθρου καί τήν βελτίωσιν τῶν συνθηκῶν ζωῆς τοῦ λαοῦ. Παρέστησαν ἐκπρόσωποι τῶν ἀρχῶν, τῶν ὀργανώσεων καί τῶν παραγωγικῶν τάξεων, οἱ ὁποῖοι ἐξέφρασαν τάς εὐχαριστίας των. Συνεζητήθησαν ἐπίσης θέματα ἀφορῶντα τήν ἀσφάλισιν καί τάς συνθήκας ἐργασίας. xyxy=(1300,1021,1494,1149)
article-text: Εἰς τήν πόλιν καί τήν περιφέρειαν τῆς Θεσσαλονίκης συνεχίζονται αἱ ἐργασίαι μέ ἰδιαιτέρως ταχύν ρυθμόν, κατά τάς δηλώσεις τῶν ἁρμοδίων ὑπηρεσιῶν. Ὁ ὑπουργός ἐτόνισεν ὅτι ἡ Κυβέρνησις θά ἐξακολουθήση τήν προσπάθειαν διά τήν ἀνάπτυξιν τῆς ὑπαίθρου καί τήν βελτίωσιν τῶν συνθηκῶν ζωῆς τοῦ λαοῦ. Παρέστησαν ἐκπρόσωποι τῶν ἀρχῶν, τῶν ὀργανώσεων καί τῶν παραγωγικῶν τάξεων, οἱ ὁποῖοι ἐξέφρασαν τάς εὐχαριστίας των. Συνεζητήθησαν ἐπίσης θέματα ἀφορῶντα τήν ἀσφάλισιν καί τάς συνθήκας ἐργασίας. xyxy=(1300,420,1494,549)
article-text: Εἰς τήν πόλιν καί τήν περιφέρειαν τῆς Θεσσαλονίκης συνεχίζονται αἱ ἐργασίαι μέ ἰδιαιτέρως ταχύν ρυθμόν, κατά τάς δηλώσεις τῶν ἁρμοδίων ὑπηρεσιῶν. Ὁ ὑπουργός ἐτόνισεν ὅτι ἡ Κυβέρνησις θά ἐξακολουθήση τήν προσπάθειαν διά τήν ἀνάπτυξιν τῆς ὑπαίθρου καί τήν βελτίωσιν τῶν συνθηκῶν ζωῆς τοῦ λαοῦ. Παρέστησαν ἐκπρόσωποι τῶν ἀρχῶν, τῶν ὀργανώσεων καί τῶν παραγωγικῶν τάξεων, οἱ ὁποῖοι ἐξέφρασαν τάς εὐχαριστίας των. Συνεζητήθησαν ἐπίσης θέματα ἀφορῶντα τήν ἀσφάλισιν καί τάς συνθήκας ἐργασίας. xyxy=(908,607,1087,745)
headline: ΖΗΤΕΙΤΑΙ ΝΑ ΕΚΛΕΓΗ Η ΔΙΟΙΚΗΣΙΣ ΤΗΣ ΓΣΕΕ ΧΑΡΙΝ ΟΜΑΛΟΤΗΤΟΣ ΤΟΥ ΣΥΝΔΙΚΑΛΙΣΜΟΥ xyxy=(15,1081,348,1130)
headline: ΔΙΕΥΘΥΝΤΗΣ ΤΡΑΠΕΖΗΣ Ο ΚΑ. ΠΕΡΣΕΙΔΗΣ xyxy=(428,1369,644,1382)
section-subhead: ΑΠΟ ΤΗΝ ΚΟΖΑΝΗΝ xyxy=(363,1888,709,1900)
article-text: Εἰς τήν πόλιν καί τήν περιφέρειαν τῆς Θεσσαλονίκης συνεχίζονται αἱ ἐργασίαι μέ ἰδιαιτέρως ταχύν ρυθμόν, κατά τάς δηλώσεις τῶν ἁρμοδίων ὑπηρεσιῶν. Ὁ ὑπουργός ἐτόνισεν ὅτι ἡ Κυβέρνησις θά ἐξακολουθήση τήν προσπάθειαν διά τήν ἀνάπτυξιν τῆς ὑπαίθρου καί τήν βελτίωσιν τῶν συνθηκῶν ζωῆς τοῦ λαοῦ. Παρέστησαν ἐκπρόσωποι τῶν ἀρχῶν, τῶν ὀργανώσεων καί τῶν παραγωγικῶν τάξεων, οἱ ὁποῖοι ἐξέφρασαν τάς εὐχαριστίας των. Συνεζητήθησαν ἐπίσης θέματα ἀφορῶντα τήν ἀσφάλισιν καί τάς συνθήκας ἐργασίας. xyxy=(1101,1220,1294,1349)
column-3 xyxy=(722,0,1087,2462)
headline: ΑΝΕΥΡΕΘΗ ΝΕΚΡΟΣ ΜΕΤΑ ΓΕΝΝΑΙΑΝ ΟΥΖΟΠΟΣΙΑΝ xyxy=(404,1285,668,1297)
section-subhead: ΑΠΟ ΤΗΝ ΚΑΤΕΡΙΝΗΝ xyxy=(363,1543,709,1555)
column-1 xyxy=(13,0,350,2238)
article-text: Εἰς τήν πόλιν καί τήν περιφέρειαν τῆς Θεσσαλονίκης συνεχίζονται αἱ ἐργασίαι μέ ἰδιαιτέρως ταχύν ρυθμόν, κατά τάς δηλώσεις τῶν ἁρμοδίων ὑπηρεσιῶν. Ὁ ὑπουργός ἐτόνισεν ὅτι ἡ Κυβέρνησις θά ἐξακολουθήση τήν προσπάθειαν διά τήν ἀνάπτυξιν τῆς ὑπαίθρου καί τήν βελτίωσιν τῶν συνθηκῶν ζωῆς τοῦ λαοῦ. Παρέστησαν ἐκπρόσωποι τῶν ἀρχῶν, τῶν ὀργανώσεων καί τῶν παραγωγικῶν τάξεων, οἱ ὁποῖοι ἐξέφρασαν τάς εὐχαριστίας των. Συνεζητήθησαν ἐπίσης θέματα ἀφορῶντα τήν ἀσφάλισιν καί τάς συνθήκας ἐργασίας. xyxy=(363,27,709,97)
headline: ΜΙΚΡΑΙ ΕΓΧΩΡΙΑΙ ΕΙΔΗΣΕΙΣ xyxy=(1143,1546,1451,1570)
rate-value: 307,00—306,00 xyxy=(645,551,709,561)
article-text: Εἰς τήν πόλιν καί τήν περιφέρειαν τῆς Θεσσαλονίκης συνεχίζονται αἱ ἐργασίαι μέ ἰδιαιτέρως ταχύν ρυθμόν, κατά τάς δηλώσεις τῶν ἁρμοδίων ὑπηρεσιῶν. Ὁ ὑπουργός ἐτόνισεν ὅτι ἡ Κυβέρνησις θά ἐξακολουθήση τήν προσπάθειαν διά τήν ἀνάπτυξιν τῆς ὑπαίθρου καί τήν βελτίωσιν τῶν συνθηκῶν ζωῆς τοῦ λαοῦ. Παρέστησαν ἐκπρόσωποι τῶν ἀρχῶν, τῶν ὀργανώσεων καί τῶν παραγωγικῶν τάξεων, οἱ ὁποῖοι ἐξέφρασαν τάς εὐχαριστίας των. Συνεζητήθησαν ἐπίσης θέματα ἀφορῶντα τήν ἀσφάλισιν καί τάς συνθήκας ἐργασίας. xyxy=(908,2324,1087,2462)
rate-name: Μάρκον xyxy=(538,571,572,581)
article-text: Εἰς τήν πόλιν καί τήν περιφέρειαν τῆς Θεσσαλονίκης συνεχίζονται αἱ ἐργασίαι μέ ἰδιαιτέρως ταχύν ρυθμόν, κατά τάς δηλώσεις τῶν ἁρμοδίων ὑπηρεσιῶν. Ὁ ὑπουργός ἐτόνισεν ὅτι ἡ Κυβέρνησις θά ἐξακολουθήση τήν προσπάθειαν διά τήν ἀνάπτυξιν τῆς ὑπαίθρου καί τήν βελτίωσιν τῶν συνθηκῶν ζωῆς τοῦ λαοῦ. Παρέστησαν ἐκπρόσωποι τῶν ἀρχῶν, τῶν ὀργανώσεων καί τῶν παραγωγικῶν τάξεων, οἱ ὁποῖοι ἐξέφρασαν τάς εὐχαριστίας των. Συνεζητήθησαν ἐπίσης θέματα ἀφορῶντα τήν ἀσφάλισιν καί τάς συνθήκας ἐργασίας. xyxy=(1300,563,1494,692)
rate-name: Λίρα xyxy=(538,551,558,561)
article-text: Εἰς τήν πόλιν καί τήν περιφέρειαν τῆς Θεσσαλονίκης συνεχίζονται αἱ ἐργασίαι μέ ἰδιαιτέρως ταχύν ρυθμόν, κατά τάς δηλώσεις τῶν ἁρμοδίων ὑπηρεσιῶν. Ὁ ὑπουργός ἐτόνισεν ὅτι ἡ Κυβέρνησις θά ἐξακολουθήση τήν προσπάθειαν διά τήν ἀνάπτυξιν τῆς ὑπαίθρου καί τήν βελτίωσιν τῶν συνθηκῶν ζωῆς τοῦ λαοῦ. Παρέστησαν ἐκπρόσωποι τῶν ἀρχῶν, τῶν ὀργανώσεων καί τῶν παραγωγικῶν τάξεων, οἱ ὁποῖοι ἐξέφρασαν τάς εὐχαριστίας των. Συνεζητήθησαν ἐπίσης θέματα ἀφορῶντα τήν ἀσφάλισιν καί τάς συνθήκας ἐργασίας. xyxy=(363,1033,709,1102)
article-text: Εἰς τήν πόλιν καί τήν περιφέρειαν τῆς Θεσσαλονίκης συνεχίζονται αἱ ἐργασίαι μέ ἰδιαιτέρως ταχύν ρυθμόν, κατά τάς δηλώσεις τῶν ἁρμοδίων ὑπηρεσιῶν. Ὁ ὑπουργός ἐτόνισεν ὅτι ἡ Κυβέρνησις θά ἐξακολουθήση τήν προσπάθειαν διά τήν ἀνάπτυξιν τῆς ὑπαίθρου καί τήν βελτίωσιν τῶν συνθηκῶν ζωῆς τοῦ λαοῦ. Παρέστησαν ἐκπρόσωποι τῶν ἀρχῶν, τῶν ὀργανώσεων καί τῶν παραγωγικῶν τάξεων, οἱ ὁποῖοι ἐξέφρασαν τάς εὐχαριστίας των. Συνεζητήθησαν ἐπίσης θέματα ἀφορῶντα τήν ἀσφάλισιν καί τάς συνθήκας ἐργασίας. xyxy=(1101,550,1294,679)
article-text: Εἰς τήν πόλιν καί τήν περιφέρειαν τῆς Θεσσαλονίκης συνεχίζονται αἱ ἐργασίαι μέ ἰδιαιτέρως ταχύν ρυθμόν, κατά τάς δηλώσεις τῶν ἁρμοδίων ὑπηρεσιῶν. Ὁ ὑπουργός ἐτόνισεν ὅτι ἡ Κυβέρνησις θά ἐξακολουθήση τήν προσπάθειαν διά τήν ἀνάπτυξιν τῆς ὑπαίθρου καί τήν βελτίωσιν τῶν συνθηκῶν ζωῆς τοῦ λαοῦ. Παρέστησαν ἐκπρόσωποι τῶν ἀρχῶν, τῶν ὀργανώσεων καί τῶν παραγωγικῶν τάξεων, οἱ ὁποῖοι ἐξέφρασαν τάς εὐχαριστίας των. Συνεζητήθησαν ἐπίσης θέματα ἀφορῶντα τήν ἀσφάλισιν καί τάς συνθήκας ἐργασίας. xyxy=(13,1203,350,1272)
headline: ΑΝΑΚΡΙΤΙΚΗ ΕΠΙΤΡΟΠΗ ΕΚ 12 ΒΟΥΛΕΥΤΩΝ ΘΑ ΕΡΕΥΝΗΣΗ ΤΑΣ ΚΑΤΑΓΓΕΛΙΑΣ ΔΙΑ ΤΗΝ ΔΕΗ xyxy=(1109,1360,1485,1389)
article-text: Εἰς τήν πόλιν καί τήν περιφέρειαν τῆς Θεσσαλονίκης συνεχίζονται αἱ ἐργασίαι μέ ἰδιαιτέρως ταχύν ρυθμόν, κατά τάς δηλώσεις τῶν ἁρμοδίων ὑπηρεσιῶν. Ὁ ὑπουργός ἐτόνισεν ὅτι ἡ Κυβέρνησις θά ἐξακολουθήση τήν προσπάθειαν διά τήν ἀνάπτυξιν τῆς ὑπαίθρου καί τήν βελτίωσιν τῶν συνθηκῶν ζωῆς τοῦ λαοῦ. Παρέστησαν ἐκπρόσωποι τῶν ἀρχῶν, τῶν ὀργανώσεων καί τῶν παραγωγικῶν τάξεων, οἱ ὁποῖοι ἐξέφρασαν τάς εὐχαριστίας των. Συνεζητήθησαν ἐπίσης θέματα ἀφορῶντα τήν ἀσφάλισιν καί τάς συνθήκας ἐργασίας. xyxy=(908,1681,1087,1819)
article-text: Εἰς τήν πόλιν καί τήν περιφέρειαν τῆς Θεσσαλονίκης συνεχίζονται αἱ ἐργασίαι μέ ἰδιαιτέρως ταχύν ρυθμόν, κατά τάς δηλώσεις τῶν ἁρμοδίων ὑπηρεσιῶν. Ὁ ὑπουργός ἐτόνισεν ὅτι ἡ Κυβέρνησις θά ἐξακολουθήση τήν προσπάθειαν διά τήν ἀνάπτυξιν τῆς ὑπαίθρου καί τήν βελτίωσιν τῶν συνθηκῶν ζωῆς τοῦ λαοῦ. Παρέστησαν ἐκπρόσωποι τῶν ἀρχῶν, τῶν ὀργανώσεων καί τῶν παραγωγικῶν τάξεων, οἱ ὁποῖοι ἐξέφρασαν τάς εὐχαριστίας των. Συνεζητήθησαν ἐπίσης θέματα ἀφορῶντα τήν ἀσφάλισιν καί τάς συνθήκας ἐργασίας. xyxy=(13,470,350,540)
article-text: Εἰς τήν πόλιν καί τήν περιφέρειαν τῆς Θεσσαλονίκης συνεχίζονται αἱ ἐργασίαι μέ ἰδιαιτέρως ταχύν ρυθμόν, κατά τάς δηλώσεις τῶν ἁρμοδίων ὑπηρεσιῶν. Ὁ ὑπουργός ἐτόνισεν ὅτι ἡ Κυβέρνησις θά ἐξακολουθήση τήν προσπάθειαν διά τήν ἀνάπτυξιν τῆς ὑπαίθρου καί τήν βελτίωσιν τῶν συνθηκῶν ζωῆς τοῦ λαοῦ. Παρέστησαν ἐκπρόσωποι τῶν ἀρχῶν, τῶν ὀργανώσεων καί τῶν παραγωγικῶν τάξεων, οἱ ὁποῖοι ἐξέφρασαν τάς εὐχαριστίας των. Συνεζητήθησαν ἐπίσης θέματα ἀφορῶντα τήν ἀσφάλισιν καί τάς συνθήκας ἐργασίας. xyxy=(1300,83,1494,212)
article-text: Εἰς τήν πόλιν καί τήν περιφέρειαν τῆς Θεσσαλονίκης συνεχίζονται αἱ ἐργασίαι μέ ἰδιαιτέρως ταχύν ρυθμόν, κατά τάς δηλώσεις τῶν ἁρμοδίων ὑπηρεσιῶν. Ὁ ὑπουργός ἐτόνισεν ὅτι ἡ Κυβέρνησις θά ἐξακολουθήση τήν προσπάθειαν διά τήν ἀνάπτυξιν τῆς ὑπαίθρου καί τήν βελτίωσιν τῶν συνθηκῶν ζωῆς τοῦ λαοῦ. Παρέστησαν ἐκπρόσωποι τῶν ἀρχῶν, τῶν ὀργανώσεων καί τῶν παραγωγικῶν τάξεων, οἱ ὁποῖοι ἐξέφρασαν τάς εὐχαριστίας των. Συνεζητήθησαν ἐπίσης θέματα ἀφορῶντα τήν ἀσφάλισιν καί τάς συνθήκας ἐργασίας. xyxy=(13,1131,350,1201)
kicker: ΕΡΓΑ ΟΔΟΠΟΙΙΑΣ ΓΕΦΥΡΑΙ xyxy=(722,1655,846,1666)
kicker: ΕΙΣ ΤΑΣ ΑΘΗΝΑΣ xyxy=(1358,838,1435,849)
headline: Η ΕΠΙΚΑΛΥΨΙΣ ΤΟΥ ΡΕΥΜΑΤΟΣ ΗΛΙΟΥΠΟΛΕΩΣ xyxy=(546,617,702,640)
headline: ΕΠΟΙΟΥΝΤΟ ΤΑ ΕΙΡΗΝΙΚΑ ΕΠΙΤΟΠΙΩΝ ΑΣΚΟΠΟΣ xyxy=(414,1627,658,1639)
kicker: ΑΛΛΑ ΕΡΓΑ xyxy=(971,1515,1024,1526)
rate-value: 248,00—247,00 xyxy=(645,601,709,611)
article-text: Εἰς τήν πόλιν καί τήν περιφέρειαν τῆς Θεσσαλονίκης συνεχίζονται αἱ ἐργασίαι μέ ἰδιαιτέρως ταχύν ρυθμόν, κατά τάς δηλώσεις τῶν ἁρμοδίων ὑπηρεσιῶν. Ὁ ὑπουργός ἐτόνισεν ὅτι ἡ Κυβέρνησις θά ἐξακολουθήση τήν προσπάθειαν διά τήν ἀνάπτυξιν τῆς ὑπαίθρου καί τήν βελτίωσιν τῶν συνθηκῶν ζωῆς τοῦ λαοῦ. Παρέστησαν ἐκπρόσωποι τῶν ἀρχῶν, τῶν ὀργανώσεων καί τῶν παραγωγικῶν τάξεων, οἱ ὁποῖοι ἐξέφρασαν τάς εὐχαριστίας των. Συνεζητήθησαν ἐπίσης θέματα ἀφορῶντα τήν ἀσφάλισιν καί τάς συνθήκας ἐργασίας. xyxy=(538,399,709,537)
section-banner: Η σπουδάζουσα νεολαία xyxy=(13,6,350,73)
article-text: Εἰς τήν πόλιν καί τήν περιφέρειαν τῆς Θεσσαλονίκης συνεχίζονται αἱ ἐργασίαι μέ ἰδιαιτέρως ταχύν ρυθμόν, κατά τάς δηλώσεις τῶν ἁρμοδίων ὑπηρεσιῶν. Ὁ ὑπουργός ἐτόνισεν ὅτι ἡ Κυβέρνησις θά ἐξακολουθήση τήν προσπάθειαν διά τήν ἀνάπτυξιν τῆς ὑπαίθρου καί τήν βελτίωσιν τῶν συνθηκῶν ζωῆς τοῦ λαοῦ. Παρέστησαν ἐκπρόσωποι τῶν ἀρχῶν, τῶν ὀργανώσεων καί τῶν παραγωγικῶν τάξεων, οἱ ὁποῖοι ἐξέφρασαν τάς εὐχαριστίας των. Συνεζητήθησαν ἐπίσης θέματα ἀφορῶντα τήν ἀσφάλισιν καί τάς συνθήκας ἐργασίας. xyxy=(908,1527,1087,1666)
main-headline: ΤΑΧΥΤΑΤΟΝ ΡΥΘΜΟΝ ΠΡΟΣΕΛΑΒΕΝ Η ΕΚΤΕΛΕΣΙΣ ΔΗΜΟΣΙΩΝ ΕΡΓΩΝ xyxy=(753,1350,1056,1472)
kicker: 900 ΤΟΝΝΟΙ ΕΚ ΦΛΩΡΙΝΗΣ xyxy=(474,99,598,110)
article-text: Εἰς τήν πόλιν καί τήν περιφέρειαν τῆς Θεσσαλονίκης συνεχίζονται αἱ ἐργασίαι μέ ἰδιαιτέρως ταχύν ρυθμόν, κατά τάς δηλώσεις τῶν ἁρμοδίων ὑπηρεσιῶν. Ὁ ὑπουργός ἐτόνισεν ὅτι ἡ Κυβέρνησις θά ἐξακολουθήση τήν προσπάθειαν διά τήν ἀνάπτυξιν τῆς ὑπαίθρου καί τήν βελτίωσιν τῶν συνθηκῶν ζωῆς τοῦ λαοῦ. Παρέστησαν ἐκπρόσωποι τῶν ἀρχῶν, τῶν ὀργανώσεων καί τῶν παραγωγικῶν τάξεων, οἱ ὁποῖοι ἐξέφρασαν τάς εὐχαριστίας των. Συνεζητήθησαν ἐπίσης θέματα ἀφορῶντα τήν ἀσφάλισιν καί τάς συνθήκας ἐργασίας. xyxy=(363,1901,709,1970)
article-text: Εἰς τήν πόλιν καί τήν περιφέρειαν τῆς Θεσσαλονίκης συνεχίζονται αἱ ἐργασίαι μέ ἰδιαιτέρως ταχύν ρυθμόν, κατά τάς δηλώσεις τῶν ἁρμοδίων ὑπηρεσιῶν. Ὁ ὑπουργός ἐτόνισεν ὅτι ἡ Κυβέρνησις θά ἐξακολουθήση τήν προσπάθειαν διά τήν ἀνάπτυξιν τῆς ὑπαίθρου καί τήν βελτίωσιν τῶν συνθηκῶν ζωῆς τοῦ λαοῦ. Παρέστησαν ἐκπρόσωποι τῶν ἀρχῶν, τῶν ὀργανώσεων καί τῶν παραγωγικῶν τάξεων, οἱ ὁποῖοι ἐξέφρασαν τάς εὐχαριστίας των. Συνεζητήθησαν ἐπίσης θέματα ἀφορῶντα τήν ἀσφάλισιν καί τάς συνθήκας ἐργασίας. xyxy=(908,893,1087,1032)
article-text: Εἰς τήν πόλιν καί τήν περιφέρειαν τῆς Θεσσαλονίκης συνεχίζονται αἱ ἐργασίαι μέ ἰδιαιτέρως ταχύν ρυθμόν, κατά τάς δηλώσεις τῶν ἁρμοδίων ὑπηρεσιῶν. Ὁ ὑπουργός ἐτόνισεν ὅτι ἡ Κυβέρνησις θά ἐξακολουθήση τήν προσπάθειαν διά τήν ἀνάπτυξιν τῆς ὑπαίθρου καί τήν βελτίωσιν τῶν συνθηκῶν ζωῆς τοῦ λαοῦ. Παρέστησαν ἐκπρόσωποι τῶν ἀρχῶν, τῶν ὀργανώσεων καί τῶν παραγωγικῶν τάξεων, οἱ ὁποῖοι ἐξέφρασαν τάς εὐχαριστίας των. Συνεζητήθησαν ἐπίσης θέματα ἀφορῶντα τήν ἀσφάλισιν καί τάς συνθήκας ἐργασίας. xyxy=(363,360,532,509)
kicker: ΣΥΝΕΧΕΙΑ xyxy=(1174,1394,1221,1405)
rate-name: Νάπ. xyxy=(538,581,559,592)
headline: ΜΙΚΡΑΙ ΕΙΔΗΣΕΙΣ ΑΠΟ ΤΑΣ ΕΠΑΡΧΙΑΣ xyxy=(46,1539,317,1579)
rate-value: 305,40—304,40 xyxy=(645,561,709,572)
kicker: ΦΟΝΕΥΘΕΝ ΔΑΣΟΦΥΛΑΞ xyxy=(1339,408,1455,419)
headline: Η ΔΙΑΔΟΧΟΣ ΕΙΡΗΝΗ ΘΑ ΜΕΤΑΒΗ ΕΙΣ ΒΟΛΟΝ xyxy=(744,1810,880,1837)
headline: Ὁ κώδιξ ἐργασίας καί τά βιοτεχνικά ζητήματα xyxy=(768,845,1042,891)
kicker: ΦΥΣΙΚΑ ΠΑΙΔΑΓΩΓΙΚΑ xyxy=(13,458,117,469)
article-text: Εἰς τήν πόλιν καί τήν περιφέρειαν τῆς Θεσσαλονίκης συνεχίζονται αἱ ἐργασίαι μέ ἰδιαιτέρως ταχύν ρυθμόν, κατά τάς δηλώσεις τῶν ἁρμοδίων ὑπηρεσιῶν. Ὁ ὑπουργός ἐτόνισεν ὅτι ἡ Κυβέρνησις θά ἐξακολουθήση τήν προσπάθειαν διά τήν ἀνάπτυξιν τῆς ὑπαίθρου καί τήν βελτίωσιν τῶν συνθηκῶν ζωῆς τοῦ λαοῦ. Παρέστησαν ἐκπρόσωποι τῶν ἀρχῶν, τῶν ὀργανώσεων καί τῶν παραγωγικῶν τάξεων, οἱ ὁποῖοι ἐξέφρασαν τάς εὐχαριστίας των. Συνεζητήθησαν ἐπίσης θέματα ἀφορῶντα τήν ἀσφάλισιν καί τάς συνθήκας ἐργασίας. xyxy=(13,554,350,624)
article-text: Εἰς τήν πόλιν καί τήν περιφέρειαν τῆς Θεσσαλονίκης συνεχίζονται αἱ ἐργασίαι μέ ἰδιαιτέρως ταχύν ρυθμόν, κατά τάς δηλώσεις τῶν ἁρμοδίων ὑπηρεσιῶν. Ὁ ὑπουργός ἐτόνισεν ὅτι ἡ Κυβέρνησις θά ἐξακολουθήση τήν προσπάθειαν διά τήν ἀνάπτυξιν τῆς ὑπαίθρου καί τήν βελτίωσιν τῶν συνθηκῶν ζωῆς τοῦ λαοῦ. Παρέστησαν ἐκπρόσωποι τῶν ἀρχῶν, τῶν ὀργανώσεων καί τῶν παραγωγικῶν τάξεων, οἱ ὁποῖοι ἐξέφρασαν τάς εὐχαριστίας των. Συνεζητήθησαν ἐπίσης θέματα ἀφορῶντα τήν ἀσφάλισιν καί τάς συνθήκας ἐργασίας. xyxy=(13,1826,350,1896)
kicker: ΤΑ ΒΙΟΤΕΧΝΙΚΑ ΘΕΜΑΤΑ xyxy=(940,1188,1055,1198)
kicker: ΣΥΛΛΟΓΟΣ ΦΙΛΟΣΟΦΙΚΗΣ xyxy=(388,837,507,848)
kicker: ΝΕΑ ΔΙΑΔΗΚΤΗΡΙΑ xyxy=(768,2008,856,2019)
article-text: Εἰς τήν πόλιν καί τήν περιφέρειαν τῆς Θεσσαλονίκης συνεχίζονται αἱ ἐργασίαι μέ ἰδιαιτέρως ταχύν ρυθμόν, κατά τάς δηλώσεις τῶν ἁρμοδίων ὑπηρεσιῶν. Ὁ ὑπουργός ἐτόνισεν ὅτι ἡ Κυβέρνησις θά ἐξακολουθήση τήν προσπάθειαν διά τήν ἀνάπτυξιν τῆς ὑπαίθρου καί τήν βελτίωσιν τῶν συνθηκῶν ζωῆς τοῦ λαοῦ. Παρέστησαν ἐκπρόσωποι τῶν ἀρχῶν, τῶν ὀργανώσεων καί τῶν παραγωγικῶν τάξεων, οἱ ὁποῖοι ἐξέφρασαν τάς εὐχαριστίας των. Συνεζητήθησαν ἐπίσης θέματα ἀφορῶντα τήν ἀσφάλισιν καί τάς συνθήκας ἐργασίας. xyxy=(363,1985,709,2055)
headline: ΑΣΦΑΛΤΟΣΤΡΩΣΙΣ ΤΗΣ ΟΔΟΥ ΚΑΒΑΛΛΑΡΙΟΥ—ΛΑΓΚΑΔΑ xyxy=(731,1978,894,2005)
section-subhead: ΑΠΟ ΤΗΝ ΔΡΑΜΑΝ xyxy=(363,1715,709,1727)
column-4 xyxy=(1101,0,1494,2238)
kicker: ΕΙΔΙΚΟΝ ΕΠΙΤΡΟΠΟΝ xyxy=(763,1035,862,1046)
section-subhead: ΑΠΟ ΤΗΝ ΦΛΩΡΙΝΑΝ xyxy=(13,1585,350,1596)
subheadline: Η ΠΡΩΤΗ ΟΜΑΣ ΙΔΡΥΘΗ ΕΙΣ ΤΗΝ ΠΕΡΙΟΧΗΝ ΤΗΣ ΔΑΦΝΗΣ xyxy=(1101,63,1494,80)
article-text: Εἰς τήν πόλιν καί τήν περιφέρειαν τῆς Θεσσαλονίκης συνεχίζονται αἱ ἐργασίαι μέ ἰδιαιτέρως ταχύν ρυθμόν, κατά τάς δηλώσεις τῶν ἁρμοδίων ὑπηρεσιῶν. Ὁ ὑπουργός ἐτόνισεν ὅτι ἡ Κυβέρνησις θά ἐξακολουθήση τήν προσπάθειαν διά τήν ἀνάπτυξιν τῆς ὑπαίθρου καί τήν βελτίωσιν τῶν συνθηκῶν ζωῆς τοῦ λαοῦ. Παρέστησαν ἐκπρόσωποι τῶν ἀρχῶν, τῶν ὀργανώσεων καί τῶν παραγωγικῶν τάξεων, οἱ ὁποῖοι ἐξέφρασαν τάς εὐχαριστίας των. Συνεζητήθησαν ἐπίσης θέματα ἀφορῶντα τήν ἀσφάλισιν καί τάς συνθήκας ἐργασίας. xyxy=(722,1839,902,1978)
article-text: Εἰς τήν πόλιν καί τήν περιφέρειαν τῆς Θεσσαλονίκης συνεχίζονται αἱ ἐργασίαι μέ ἰδιαιτέρως ταχύν ρυθμόν, κατά τάς δηλώσεις τῶν ἁρμοδίων ὑπηρεσιῶν. Ὁ ὑπουργός ἐτόνισεν ὅτι ἡ Κυβέρνησις θά ἐξακολουθήση τήν προσπάθειαν διά τήν ἀνάπτυξιν τῆς ὑπαίθρου καί τήν βελτίωσιν τῶν συνθηκῶν ζωῆς τοῦ λαοῦ. Παρέστησαν ἐκπρόσωποι τῶν ἀρχῶν, τῶν ὀργανώσεων καί τῶν παραγωγικῶν τάξεων, οἱ ὁποῖοι ἐξέφρασαν τάς εὐχαριστίας των. Συνεζητήθησαν ἐπίσης θέματα ἀφορῶντα τήν ἀσφάλισιν καί τάς συνθήκας ἐργασίας. xyxy=(13,1597,350,1666)
article-text: Εἰς τήν πόλιν καί τήν περιφέρειαν τῆς Θεσσαλονίκης συνεχίζονται αἱ ἐργασίαι μέ ἰδιαιτέρως ταχύν ρυθμόν, κατά τάς δηλώσεις τῶν ἁρμοδίων ὑπηρεσιῶν. Ὁ ὑπουργός ἐτόνισεν ὅτι ἡ Κυβέρνησις θά ἐξακολουθήση τήν προσπάθειαν διά τήν ἀνάπτυξιν τῆς ὑπαίθρου καί τήν βελτίωσιν τῶν συνθηκῶν ζωῆς τοῦ λαοῦ. Παρέστησαν ἐκπρόσωποι τῶν ἀρχῶν, τῶν ὀργανώσεων καί τῶν παραγωγικῶν τάξεων, οἱ ὁποῖοι ἐξέφρασαν τάς εὐχαριστίας των. Συνεζητήθησαν ἐπίσης θέματα ἀφορῶντα τήν ἀσφάλισιν καί τάς συνθήκας ἐργασίας. xyxy=(363,1640,709,1710)
kicker: ΑΠΟΠΕΡΑΤΩΣΙΣ ΣΥΜΠΛΗΡΩΜΑΤΙΚΩΝ ΚΤΙΡΙΩΝ xyxy=(911,2138,1084,2159)
headline: ΝΕΑΡΟΣ ΧΩΡΙΚΟΣ ΗΛΕΚΤΡΟΠΛΗΚΤΟΣ ΔΙΑ ΔΗΛΗΤΗΡΙΟΥ xyxy=(14,774,116,810)
kicker: ΣΥΝΕΧΙΖΟΝΤΑΙ ΟΙ ΕΠΙΣΚΕΨΕΙΣ ΕΙΣ ΤΑ ΠΕΡΙ ΤΗΝ ΘΕΣΣΑΛΟΝΙΚΗΝ ΧΩΡΙΑ xyxy=(1111,1197,1284,1219)
rate-row xyxy=(538,602,709,612)
main-headline: Τά νέα γραφεία τοῦ ΤΕΒΕ Θεσσαλονίκης xyxy=(750,19,1060,68)
rate-value: 254,00—253,00 xyxy=(645,591,709,601)
kicker: ΠΟΛΥΤΕΧΝΙΚΗ xyxy=(13,374,81,386)
article-text: Εἰς τήν πόλιν καί τήν περιφέρειαν τῆς Θεσσαλονίκης συνεχίζονται αἱ ἐργασίαι μέ ἰδιαιτέρως ταχύν ρυθμόν, κατά τάς δηλώσεις τῶν ἁρμοδίων ὑπηρεσιῶν. Ὁ ὑπουργός ἐτόνισεν ὅτι ἡ Κυβέρνησις θά ἐξακολουθήση τήν προσπάθειαν διά τήν ἀνάπτυξιν τῆς ὑπαίθρου καί τήν βελτίωσιν τῶν συνθηκῶν ζωῆς τοῦ λαοῦ. Παρέστησαν ἐκπρόσωποι τῶν ἀρχῶν, τῶν ὀργανώσεων καί τῶν παραγωγικῶν τάξεων, οἱ ὁποῖοι ἐξέφρασαν τάς εὐχαριστίας των. Συνεζητήθησαν ἐπίσης θέματα ἀφορῶντα τήν ἀσφάλισιν καί τάς συνθήκας ἐργασίας. xyxy=(722,466,902,606)
article-text: Εἰς τήν πόλιν καί τήν περιφέρειαν τῆς Θεσσαλονίκης συνεχίζονται αἱ ἐργασίαι μέ ἰδιαιτέρως ταχύν ρυθμόν, κατά τάς δηλώσεις τῶν ἁρμοδίων ὑπηρεσιῶν. Ὁ ὑπουργός ἐτόνισεν ὅτι ἡ Κυβέρνησις θά ἐξακολουθήση τήν προσπάθειαν διά τήν ἀνάπτυξιν τῆς ὑπαίθρου καί τήν βελτίωσιν τῶν συνθηκῶν ζωῆς τοῦ λαοῦ. Παρέστησαν ἐκπρόσωποι τῶν ἀρχῶν, τῶν ὀργανώσεων καί τῶν παραγωγικῶν τάξεων, οἱ ὁποῖοι ἐξέφρασαν τάς εὐχαριστίας των. Συνεζητήθησαν ἐπίσης θέματα ἀφορῶντα τήν ἀσφάλισιν καί τάς συνθήκας ἐργασίας. xyxy=(538,221,709,360)
rates-label: ΕΙΣ ΤΑΣ ΑΘΗΝΑΣ xyxy=(585,540,662,551)
article-text: Εἰς τήν πόλιν καί τήν περιφέρειαν τῆς Θεσσαλονίκης συνεχίζονται αἱ ἐργασίαι μέ ἰδιαιτέρως ταχύν ρυθμόν, κατά τάς δηλώσεις τῶν ἁρμοδίων ὑπηρεσιῶν. Ὁ ὑπουργός ἐτόνισεν ὅτι ἡ Κυβέρνησις θά ἐξακολουθήση τήν προσπάθειαν διά τήν ἀνάπτυξιν τῆς ὑπαίθρου καί τήν βελτίωσιν τῶν συνθηκῶν ζωῆς τοῦ λαοῦ. Παρέστησαν ἐκπρόσωποι τῶν ἀρχῶν, τῶν ὀργανώσεων καί τῶν παραγωγικῶν τάξεων, οἱ ὁποῖοι ἐξέφρασαν τάς εὐχαριστίας των. Συνεζητήθησαν ἐπίσης θέματα ἀφορῶντα τήν ἀσφάλισιν καί τάς συνθήκας ἐργασίας. xyxy=(1300,850,1494,978)
article-text: Εἰς τήν πόλιν καί τήν περιφέρειαν τῆς Θεσσαλονίκης συνεχίζονται αἱ ἐργασίαι μέ ἰδιαιτέρως ταχύν ρυθμόν, κατά τάς δηλώσεις τῶν ἁρμοδίων ὑπηρεσιῶν. Ὁ ὑπουργός ἐτόνισεν ὅτι ἡ Κυβέρνησις θά ἐξακολουθήση τήν προσπάθειαν διά τήν ἀνάπτυξιν τῆς ὑπαίθρου καί τήν βελτίωσιν τῶν συνθηκῶν ζωῆς τοῦ λαοῦ. Παρέστησαν ἐκπρόσωποι τῶν ἀρχῶν, τῶν ὀργανώσεων καί τῶν παραγωγικῶν τάξεων, οἱ ὁποῖοι ἐξέφρασαν τάς εὐχαριστίας των. Συνεζητήθησαν ἐπίσης θέματα ἀφορῶντα τήν ἀσφάλισιν καί τάς συνθήκας ἐργασίας. xyxy=(13,1756,350,1825)
headline: ΣΥΝΕΠΛΑΚΗΣΑΝ ΔΙ' ΟΙΚΟΝΟΜΙΚΟΥΣ ΛΟΓΟΥΣ ΚΑΙ ΕΤΡΑΥΜΑΤΙΣΘΗΣΑΝ xyxy=(411,1189,661,1212)
article-text: Εἰς τήν πόλιν καί τήν περιφέρειαν τῆς Θεσσαλονίκης συνεχίζονται αἱ ἐργασίαι μέ ἰδιαιτέρως ταχύν ρυθμόν, κατά τάς δηλώσεις τῶν ἁρμοδίων ὑπηρεσιῶν. Ὁ ὑπουργός ἐτόνισεν ὅτι ἡ Κυβέρνησις θά ἐξακολουθήση τήν προσπάθειαν διά τήν ἀνάπτυξιν τῆς ὑπαίθρου καί τήν βελτίωσιν τῶν συνθηκῶν ζωῆς τοῦ λαοῦ. Παρέστησαν ἐκπρόσωποι τῶν ἀρχῶν, τῶν ὀργανώσεων καί τῶν παραγωγικῶν τάξεων, οἱ ὁποῖοι ἐξέφρασαν τάς εὐχαριστίας των. Συνεζητήθησαν ἐπίσης θέματα ἀφορῶντα τήν ἀσφάλισιν καί τάς συνθήκας ἐργασίας. xyxy=(13,387,350,456)
article-text: Εἰς τήν πόλιν καί τήν περιφέρειαν τῆς Θεσσαλονίκης συνεχίζονται αἱ ἐργασίαι μέ ἰδιαιτέρως ταχύν ρυθμόν, κατά τάς δηλώσεις τῶν ἁρμοδίων ὑπηρεσιῶν. Ὁ ὑπουργός ἐτόνισεν ὅτι ἡ Κυβέρνησις θά ἐξακολουθήση τήν προσπάθειαν διά τήν ἀνάπτυξιν τῆς ὑπαίθρου καί τήν βελτίωσιν τῶν συνθηκῶν ζωῆς τοῦ λαοῦ. Παρέστησαν ἐκπρόσωποι τῶν ἀρχῶν, τῶν ὀργανώσεων καί τῶν παραγωγικῶν τάξεων, οἱ ὁποῖοι ἐξέφρασαν τάς εὐχαριστίας των. Συνεζητήθησαν ἐπίσης θέματα ἀφορῶντα τήν ἀσφάλισιν καί τάς συνθήκας ἐργασίας. xyxy=(13,1318,350,1387)
kicker: ΠΟΛΙΤΙΚΗ ΑΕΡΟΠΟΡΙΑ xyxy=(945,1668,1050,1680)
article-text: Εἰς τήν πόλιν καί τήν περιφέρειαν τῆς Θεσσαλονίκης συνεχίζονται αἱ ἐργασίαι μέ ἰδιαιτέρως ταχύν ρυθμόν, κατά τάς δηλώσεις τῶν ἁρμοδίων ὑπηρεσιῶν. Ὁ ὑπουργός ἐτόνισεν ὅτι ἡ Κυβέρνησις θά ἐξακολουθήση τήν προσπάθειαν διά τήν ἀνάπτυξιν τῆς ὑπαίθρου καί τήν βελτίωσιν τῶν συνθηκῶν ζωῆς τοῦ λαοῦ. Παρέστησαν ἐκπρόσωποι τῶν ἀρχῶν, τῶν ὀργανώσεων καί τῶν παραγωγικῶν τάξεων, οἱ ὁποῖοι ἐξέφρασαν τάς εὐχαριστίας των. Συνεζητήθησαν ἐπίσης θέματα ἀφορῶντα τήν ἀσφάλισιν καί τάς συνθήκας ἐργασίας. xyxy=(363,197,532,345)
article-text: Εἰς τήν πόλιν καί τήν περιφέρειαν τῆς Θεσσαλονίκης συνεχίζονται αἱ ἐργασίαι μέ ἰδιαιτέρως ταχύν ρυθμόν, κατά τάς δηλώσεις τῶν ἁρμοδίων ὑπηρεσιῶν. Ὁ ὑπουργός ἐτόνισεν ὅτι ἡ Κυβέρνησις θά ἐξακολουθήση τήν προσπάθειαν διά τήν ἀνάπτυξιν τῆς ὑπαίθρου καί τήν βελτίωσιν τῶν συνθηκῶν ζωῆς τοῦ λαοῦ. Παρέστησαν ἐκπρόσωποι τῶν ἀρχῶν, τῶν ὀργανώσεων καί τῶν παραγωγικῶν τάξεων, οἱ ὁποῖοι ἐξέφρασαν τάς εὐχαριστίας των. Συνεζητήθησαν ἐπίσης θέματα ἀφορῶντα τήν ἀσφάλισιν καί τάς συνθήκας ἐργασίας. xyxy=(363,1729,709,1798)
rate-row xyxy=(538,572,709,582)
article-text: Εἰς τήν πόλιν καί τήν περιφέρειαν τῆς Θεσσαλονίκης συνεχίζονται αἱ ἐργασίαι μέ ἰδιαιτέρως ταχύν ρυθμόν, κατά τάς δηλώσεις τῶν ἁρμοδίων ὑπηρεσιῶν. Ὁ ὑπουργός ἐτόνισεν ὅτι ἡ Κυβέρνησις θά ἐξακολουθήση τήν προσπάθειαν διά τήν ἀνάπτυξιν τῆς ὑπαίθρου καί τήν βελτίωσιν τῶν συνθηκῶν ζωῆς τοῦ λαοῦ. Παρέστησαν ἐκπρόσωποι τῶν ἀρχῶν, τῶν ὀργανώσεων καί τῶν παραγωγικῶν τάξεων, οἱ ὁποῖοι ἐξέφρασαν τάς εὐχαριστίας των. Συνεζητήθησαν ἐπίσης θέματα ἀφορῶντα τήν ἀσφάλισιν καί τάς συνθήκας ἐργασίας. xyxy=(13,302,350,371)
kicker: ΤΡΑΥΜΑΤΙΣΜΟΣ ΜΙΚΡΟΥ xyxy=(1340,551,1453,562)
rate-row xyxy=(538,551,709,561)
kicker: ΤΑ ΚΑΙΜΕΡΓΑΤΙΚΩΝ xyxy=(952,1035,1043,1046)
article-text: Εἰς τήν πόλιν καί τήν περιφέρειαν τῆς Θεσσαλονίκης συνεχίζονται αἱ ἐργασίαι μέ ἰδιαιτέρως ταχύν ρυθμόν, κατά τάς δηλώσεις τῶν ἁρμοδίων ὑπηρεσιῶν. Ὁ ὑπουργός ἐτόνισεν ὅτι ἡ Κυβέρνησις θά ἐξακολουθήση τήν προσπάθειαν διά τήν ἀνάπτυξιν τῆς ὑπαίθρου καί τήν βελτίωσιν τῶν συνθηκῶν ζωῆς τοῦ λαοῦ. Παρέστησαν ἐκπρόσωποι τῶν ἀρχῶν, τῶν ὀργανώσεων καί τῶν παραγωγικῶν τάξεων, οἱ ὁποῖοι ἐξέφρασαν τάς εὐχαριστίας των. Συνεζητήθησαν ἐπίσης θέματα ἀφορῶντα τήν ἀσφάλισιν καί τάς συνθήκας ἐργασίας. xyxy=(363,1383,709,1453)
headline-kicker: ΕΤΕΛΕΣΘΗΣΑΝ ΤΗΝ ΚΥΡΙΑΚΗΝ ΤΑ ΕΓΚΑΊΝΙΑ xyxy=(731,1,1079,18)
headline: ΕΤΕΛΕΣΘΗ ΜΝΗΜΟΣΥΝΟΝ ΥΠΕΡ ΤΟΥ ΔΟΥΜΟΥΜΙΝΑ ΕΙΣ ΧΩΡΙΟΝ ΤΗΣ ΔΡΑΜΑΣ xyxy=(372,1007,700,1032)
rate-name: Αγγλ. xyxy=(538,601,562,611)
kicker: ΕΙΣ ΤΗΝ ΗΠΕΙΡΟΝ xyxy=(1355,694,1438,705)
headline: ΜΕ ΕΠΙΤΥΧΙΑΝ ΔΙΕΞΗΧΘΗΣΑΝ ΕΙΣ ΤΟ ΣΕΛΙ ΟΙ ΠΡΩΤΟΙ ΧΙΟΝΟΔΡΟΜΙΚΟΙ ΑΓΩΝΕΣ 1965 xyxy=(1125,1162,1469,1193)
rate-row xyxy=(538,592,709,602)
headline: ΔΑΣΟΦΥΛΑΞ ΕΦΟΝΕΥΘΗ ΕΙΣ ΤΗΝ ΠΙΕΡΙΑΝ xyxy=(1169,388,1425,403)
rate-name: Φράγκον xyxy=(538,561,575,572)
article-text: Εἰς τήν πόλιν καί τήν περιφέρειαν τῆς Θεσσαλονίκης συνεχίζονται αἱ ἐργασίαι μέ ἰδιαιτέρως ταχύν ρυθμόν, κατά τάς δηλώσεις τῶν ἁρμοδίων ὑπηρεσιῶν. Ὁ ὑπουργός ἐτόνισεν ὅτι ἡ Κυβέρνησις θά ἐξακολουθήση τήν προσπάθειαν διά τήν ἀνάπτυξιν τῆς ὑπαίθρου καί τήν βελτίωσιν τῶν συνθηκῶν ζωῆς τοῦ λαοῦ. Παρέστησαν ἐκπρόσωποι τῶν ἀρχῶν, τῶν ὀργανώσεων καί τῶν παραγωγικῶν τάξεων, οἱ ὁποῖοι ἐξέφρασαν τάς εὐχαριστίας των. Συνεζητήθησαν ἐπίσης θέματα ἀφορῶντα τήν ἀσφάλισιν καί τάς συνθήκας ἐργασίας. xyxy=(908,1047,1087,1185)
headline: ΗΡΧΙΣΕΝ Η ΥΓΕΙΟΝΟΜΙΚΗ ΕΞΕΤΑΣΙΣ xyxy=(49,81,314,97)
rate-value: 256,00—255,00 xyxy=(645,581,709,592)
section-subhead: ΑΠΟ ΤΗΝ ΠΕΝΤΑΠΟΛΙΝ xyxy=(363,2075,709,2086)
kicker: ΖΗΤΟΥΝΤΑΙ ΕΡΓΟΔΗΓΟΙ xyxy=(392,348,503,359)
rate-row xyxy=(538,581,709,592)
article-text: Εἰς τήν πόλιν καί τήν περιφέρειαν τῆς Θεσσαλονίκης συνεχίζονται αἱ ἐργασίαι μέ ἰδιαιτέρως ταχύν ρυθμόν, κατά τάς δηλώσεις τῶν ἁρμοδίων ὑπηρεσιῶν. Ὁ ὑπουργός ἐτόνισεν ὅτι ἡ Κυβέρνησις θά ἐξακολουθήση τήν προσπάθειαν διά τήν ἀνάπτυξιν τῆς ὑπαίθρου καί τήν βελτίωσιν τῶν συνθηκῶν ζωῆς τοῦ λαοῦ. Παρέστησαν ἐκπρόσωποι τῶν ἀρχῶν, τῶν ὀργανώσεων καί τῶν παραγωγικῶν τάξεων, οἱ ὁποῖοι ἐξέφρασαν τάς εὐχαριστίας των. Συνεζητήθησαν ἐπίσης θέματα ἀφορῶντα τήν ἀσφάλισιν καί τάς συνθήκας ἐργασίας. xyxy=(363,2087,709,2156)
article-text: Εἰς τήν πόλιν καί τήν περιφέρειαν τῆς Θεσσαλονίκης συνεχίζονται αἱ ἐργασίαι μέ ἰδιαιτέρως ταχύν ρυθμόν, κατά τάς δηλώσεις τῶν ἁρμοδίων ὑπηρεσιῶν. Ὁ ὑπουργός ἐτόνισεν ὅτι ἡ Κυβέρνησις θά ἐξακολουθήση τήν προσπάθειαν διά τήν ἀνάπτυξιν τῆς ὑπαίθρου καί τήν βελτίωσιν τῶν συνθηκῶν ζωῆς τοῦ λαοῦ. Παρέστησαν ἐκπρόσωποι τῶν ἀρχῶν, τῶν ὀργανώσεων καί τῶν παραγωγικῶν τάξεων, οἱ ὁποῖοι ἐξέφρασαν τάς εὐχαριστίας των. Συνεζητήθησαν ἐπίσης θέματα ἀφορῶντα τήν ἀσφάλισιν καί τάς συνθήκας ἐργασίας. xyxy=(13,1668,350,1738)
article-text: Εἰς τήν πόλιν καί τήν περιφέρειαν τῆς Θεσσαλονίκης συνεχίζονται αἱ ἐργασίαι μέ ἰδιαιτέρως ταχύν ρυθμόν, κατά τάς δηλώσεις τῶν ἁρμοδίων ὑπηρεσιῶν. Ὁ ὑπουργός ἐτόνισεν ὅτι ἡ Κυβέρνησις θά ἐξακολουθήση τήν προσπάθειαν διά τήν ἀνάπτυξιν τῆς ὑπαίθρου καί τήν βελτίωσιν τῶν συνθηκῶν ζωῆς τοῦ λαοῦ. Παρέστησαν ἐκπρόσωποι τῶν ἀρχῶν, τῶν ὀργανώσεων καί τῶν παραγωγικῶν τάξεων, οἱ ὁποῖοι ἐξέφρασαν τάς εὐχαριστίας των. Συνεζητήθησαν ἐπίσης θέματα ἀφορῶντα τήν ἀσφάλισιν καί τάς συνθήκας ἐργασίας. xyxy=(122,774,350,883)
article-text: Εἰς τήν πόλιν καί τήν περιφέρειαν τῆς Θεσσαλονίκης συνεχίζονται αἱ ἐργασίαι μέ ἰδιαιτέρως ταχύν ρυθμόν, κατά τάς δηλώσεις τῶν ἁρμοδίων ὑπηρεσιῶν. Ὁ ὑπουργός ἐτόνισεν ὅτι ἡ Κυβέρνησις θά ἐξακολουθήση τήν προσπάθειαν διά τήν ἀνάπτυξιν τῆς ὑπαίθρου καί τήν βελτίωσιν τῶν συνθηκῶν ζωῆς τοῦ λαοῦ. Παρέστησαν ἐκπρόσωποι τῶν ἀρχῶν, τῶν ὀργανώσεων καί τῶν παραγωγικῶν τάξεων, οἱ ὁποῖοι ἐξέφρασαν τάς εὐχαριστίας των. Συνεζητήθησαν ἐπίσης θέματα ἀφορῶντα τήν ἀσφάλισιν καί τάς συνθήκας ἐργασίας. xyxy=(363,523,532,671)
page-logo: Σελίς 7 xyxy=(1381,0,1494,31)
event-photo xyxy=(722,90,1087,429)
kicker: ΤΑ ΛΑΤΙΝΙΚΑ xyxy=(13,542,71,553)
article-text: Εἰς τήν πόλιν καί τήν περιφέρειαν τῆς Θεσσαλονίκης συνεχίζονται αἱ ἐργασίαι μέ ἰδιαιτέρως ταχύν ρυθμόν, κατά τάς δηλώσεις τῶν ἁρμοδίων ὑπηρεσιῶν. Ὁ ὑπουργός ἐτόνισεν ὅτι ἡ Κυβέρνησις θά ἐξακολουθήση τήν προσπάθειαν διά τήν ἀνάπτυξιν τῆς ὑπαίθρου καί τήν βελτίωσιν τῶν συνθηκῶν ζωῆς τοῦ λαοῦ. Παρέστησαν ἐκπρόσωποι τῶν ἀρχῶν, τῶν ὀργανώσεων καί τῶν παραγωγικῶν τάξεων, οἱ ὁποῖοι ἐξέφρασαν τάς εὐχαριστίας των. Συνεζητήθησαν ἐπίσης θέματα ἀφορῶντα τήν ἀσφάλισιν καί τάς συνθήκας ἐργασίας. xyxy=(722,1514,902,1652)
article-text: Εἰς τήν πόλιν καί τήν περιφέρειαν τῆς Θεσσαλονίκης συνεχίζονται αἱ ἐργασίαι μέ ἰδιαιτέρως ταχύν ρυθμόν, κατά τάς δηλώσεις τῶν ἁρμοδίων ὑπηρεσιῶν. Ὁ ὑπουργός ἐτόνισεν ὅτι ἡ Κυβέρνησις θά ἐξακολουθήση τήν προσπάθειαν διά τήν ἀνάπτυξιν τῆς ὑπαίθρου καί τήν βελτίωσιν τῶν συνθηκῶν ζωῆς τοῦ λαοῦ. Παρέστησαν ἐκπρόσωποι τῶν ἀρχῶν, τῶν ὀργανώσεων καί τῶν παραγωγικῶν τάξεων, οἱ ὁποῖοι ἐξέφρασαν τάς εὐχαριστίας των. Συνεζητήθησαν ἐπίσης θέματα ἀφορῶντα τήν ἀσφάλισιν καί τάς συνθήκας ἐργασίας. xyxy=(1300,1196,1494,1325)
article-text: Εἰς τήν πόλιν καί τήν περιφέρειαν τῆς Θεσσαλονίκης συνεχίζονται αἱ ἐργασίαι μέ ἰδιαιτέρως ταχύν ρυθμόν, κατά τάς δηλώσεις τῶν ἁρμοδίων ὑπηρεσιῶν. Ὁ ὑπουργός ἐτόνισεν ὅτι ἡ Κυβέρνησις θά ἐξακολουθήση τήν προσπάθειαν διά τήν ἀνάπτυξιν τῆς ὑπαίθρου καί τήν βελτίωσιν τῶν συνθηκῶν ζωῆς τοῦ λαοῦ. Παρέστησαν ἐκπρόσωποι τῶν ἀρχῶν, τῶν ὀργανώσεων καί τῶν παραγωγικῶν τάξεων, οἱ ὁποῖοι ἐξέφρασαν τάς εὐχαριστίας των. Συνεζητήθησαν ἐπίσης θέματα ἀφορῶντα τήν ἀσφάλισιν καί τάς συνθήκας ἐργασίας. xyxy=(722,2020,902,2158)
article-text: Εἰς τήν πόλιν καί τήν περιφέρειαν τῆς Θεσσαλονίκης συνεχίζονται αἱ ἐργασίαι μέ ἰδιαιτέρως ταχύν ρυθμόν, κατά τάς δηλώσεις τῶν ἁρμοδίων ὑπηρεσιῶν. Ὁ ὑπουργός ἐτόνισεν ὅτι ἡ Κυβέρνησις θά ἐξακολουθήση τήν προσπάθειαν διά τήν ἀνάπτυξιν τῆς ὑπαίθρου καί τήν βελτίωσιν τῶν συνθηκῶν ζωῆς τοῦ λαοῦ. Παρέστησαν ἐκπρόσωποι τῶν ἀρχῶν, τῶν ὀργανώσεων καί τῶν παραγωγικῶν τάξεων, οἱ ὁποῖοι ἐξέφρασαν τάς εὐχαριστίας των. Συνεζητήθησαν ἐπίσης θέματα ἀφορῶντα τήν ἀσφάλισιν καί τάς συνθήκας ἐργασίας. xyxy=(1300,1572,1494,1701)
headline: ΠΤΥΧΙΑΚΑΙ ΕΞΕΤΑΣΕΙΣ ΛΑΤΙΝΙΚΩΝ xyxy=(13,100,350,120)
kicker: ΠΕΙΡΑΜΑΤΙΚΗ ΦΥΣΙΚΗ xyxy=(13,290,116,301)
subheadline: ΔΙΑΓΩΝΙΣΜΑ ΦΥΣΙΚΗΣ ΠΕΙΡΑΜΑΤΙΚΗΣ.—ΤΟ ΑΣΤΙΚΟΝ ΔΙΚΑΙΟΝ.—ΠΡΟΣΦΥΓΗ ΠΤΥΧΙΟΥΧΩΝ ΤΟΥ «ΕΥΚΛΕΙΔΗ» ΣΤΟ ΜΕΤΑΛΛΕΥΤΙΚΗΣ ΕΠΙΧΕΙΡΗΣΕΩΣ.- ΣΥΝΕΧΙΖΕΤΑΙ Η ΑΠΕΡΓΙΑ ΤΩΝ ΕΡΓΟΔΗΓΩΝ - ΣΧΕΔΙΑΣΤΩΝ ΤΟΥ «ΕΥΚΛΕΙΔΗ» xyxy=(15,125,348,217)
article-text: Εἰς τήν πόλιν καί τήν περιφέρειαν τῆς Θεσσαλονίκης συνεχίζονται αἱ ἐργασίαι μέ ἰδιαιτέρως ταχύν ρυθμόν, κατά τάς δηλώσεις τῶν ἁρμοδίων ὑπηρεσιῶν. Ὁ ὑπουργός ἐτόνισεν ὅτι ἡ Κυβέρνησις θά ἐξακολουθήση τήν προσπάθειαν διά τήν ἀνάπτυξιν τῆς ὑπαίθρου καί τήν βελτίωσιν τῶν συνθηκῶν ζωῆς τοῦ λαοῦ. Παρέστησαν ἐκπρόσωποι τῶν ἀρχῶν, τῶν ὀργανώσεων καί τῶν παραγωγικῶν τάξεων, οἱ ὁποῖοι ἐξέφρασαν τάς εὐχαριστίας των. Συνεζητήθησαν ἐπίσης θέματα ἀφορῶντα τήν ἀσφάλισιν καί τάς συνθήκας ἐργασίας. xyxy=(722,1047,902,1185)
article-text: Εἰς τήν πόλιν καί τήν περιφέρειαν τῆς Θεσσαλονίκης συνεχίζονται αἱ ἐργασίαι μέ ἰδιαιτέρως ταχύν ρυθμόν, κατά τάς δηλώσεις τῶν ἁρμοδίων ὑπηρεσιῶν. Ὁ ὑπουργός ἐτόνισεν ὅτι ἡ Κυβέρνησις θά ἐξακολουθήση τήν προσπάθειαν διά τήν ἀνάπτυξιν τῆς ὑπαίθρου καί τήν βελτίωσιν τῶν συνθηκῶν ζωῆς τοῦ λαοῦ. Παρέστησαν ἐκπρόσωποι τῶν ἀρχῶν, τῶν ὀργανώσεων καί τῶν παραγωγικῶν τάξεων, οἱ ὁποῖοι ἐξέφρασαν τάς εὐχαριστίας των. Συνεζητήθησαν ἐπίσης θέματα ἀφορῶντα τήν ἀσφάλισιν καί τάς συνθήκας ἐργασίας. xyxy=(1101,407,1294,536)
headline: Ο κ. ΜΑΚ ΝΑΜΑΡΑ ΠΡΟΣΒΛΗΘΕΙΣ ΕΚ ΠΝΕΥΜΟΝΙΑΣ ΝΟΣΗΛΕΥΕΤΑΙ ΕΙΣ ΣΤΡΑΤΙΩΤΙΚΟΝ ΝΟΣΟΚΟΜΕΙΟΝ xyxy=(1103,990,1491,1018)
article-text: Εἰς τήν πόλιν καί τήν περιφέρειαν τῆς Θεσσαλονίκης συνεχίζονται αἱ ἐργασίαι μέ ἰδιαιτέρως ταχύν ρυθμόν, κατά τάς δηλώσεις τῶν ἁρμοδίων ὑπηρεσιῶν. Ὁ ὑπουργός ἐτόνισεν ὅτι ἡ Κυβέρνησις θά ἐξακολουθήση τήν προσπάθειαν διά τήν ἀνάπτυξιν τῆς ὑπαίθρου καί τήν βελτίωσιν τῶν συνθηκῶν ζωῆς τοῦ λαοῦ. Παρέστησαν ἐκπρόσωποι τῶν ἀρχῶν, τῶν ὀργανώσεων καί τῶν παραγωγικῶν τάξεων, οἱ ὁποῖοι ἐξέφρασαν τάς εὐχαριστίας των. Συνεζητήθησαν ἐπίσης θέματα ἀφορῶντα τήν ἀσφάλισιν καί τάς συνθήκας ἐργασίας. xyxy=(363,1214,709,1284)
rate-name: Ελβετικά xyxy=(538,591,576,601)
article-text: Εἰς τήν πόλιν καί τήν περιφέρειαν τῆς Θεσσαλονίκης συνεχίζονται αἱ ἐργασίαι μέ ἰδιαιτέρως ταχύν ρυθμόν, κατά τάς δηλώσεις τῶν ἁρμοδίων ὑπηρεσιῶν. Ὁ ὑπουργός ἐτόνισεν ὅτι ἡ Κυβέρνησις θά ἐξακολουθήση τήν προσπάθειαν διά τήν ἀνάπτυξιν τῆς ὑπαίθρου καί τήν βελτίωσιν τῶν συνθηκῶν ζωῆς τοῦ λαοῦ. Παρέστησαν ἐκπρόσωποι τῶν ἀρχῶν, τῶν ὀργανώσεων καί τῶν παραγωγικῶν τάξεων, οἱ ὁποῖοι ἐξέφρασαν τάς εὐχαριστίας των. Συνεζητήθησαν ἐπίσης θέματα ἀφορῶντα τήν ἀσφάλισιν καί τάς συνθήκας ἐργασίας. xyxy=(13,625,350,695)
article-text: Εἰς τήν πόλιν καί τήν περιφέρειαν τῆς Θεσσαλονίκης συνεχίζονται αἱ ἐργασίαι μέ ἰδιαιτέρως ταχύν ρυθμόν, κατά τάς δηλώσεις τῶν ἁρμοδίων ὑπηρεσιῶν. Ὁ ὑπουργός ἐτόνισεν ὅτι ἡ Κυβέρνησις θά ἐξακολουθήση τήν προσπάθειαν διά τήν ἀνάπτυξιν τῆς ὑπαίθρου καί τήν βελτίωσιν τῶν συνθηκῶν ζωῆς τοῦ λαοῦ. Παρέστησαν ἐκπρόσωποι τῶν ἀρχῶν, τῶν ὀργανώσεων καί τῶν παραγωγικῶν τάξεων, οἱ ὁποῖοι ἐξέφρασαν τάς εὐχαριστίας των. Συνεζητήθησαν ἐπίσης θέματα ἀφορῶντα τήν ἀσφάλισιν καί τάς συνθήκας ἐργασίας. xyxy=(908,466,1087,606)
